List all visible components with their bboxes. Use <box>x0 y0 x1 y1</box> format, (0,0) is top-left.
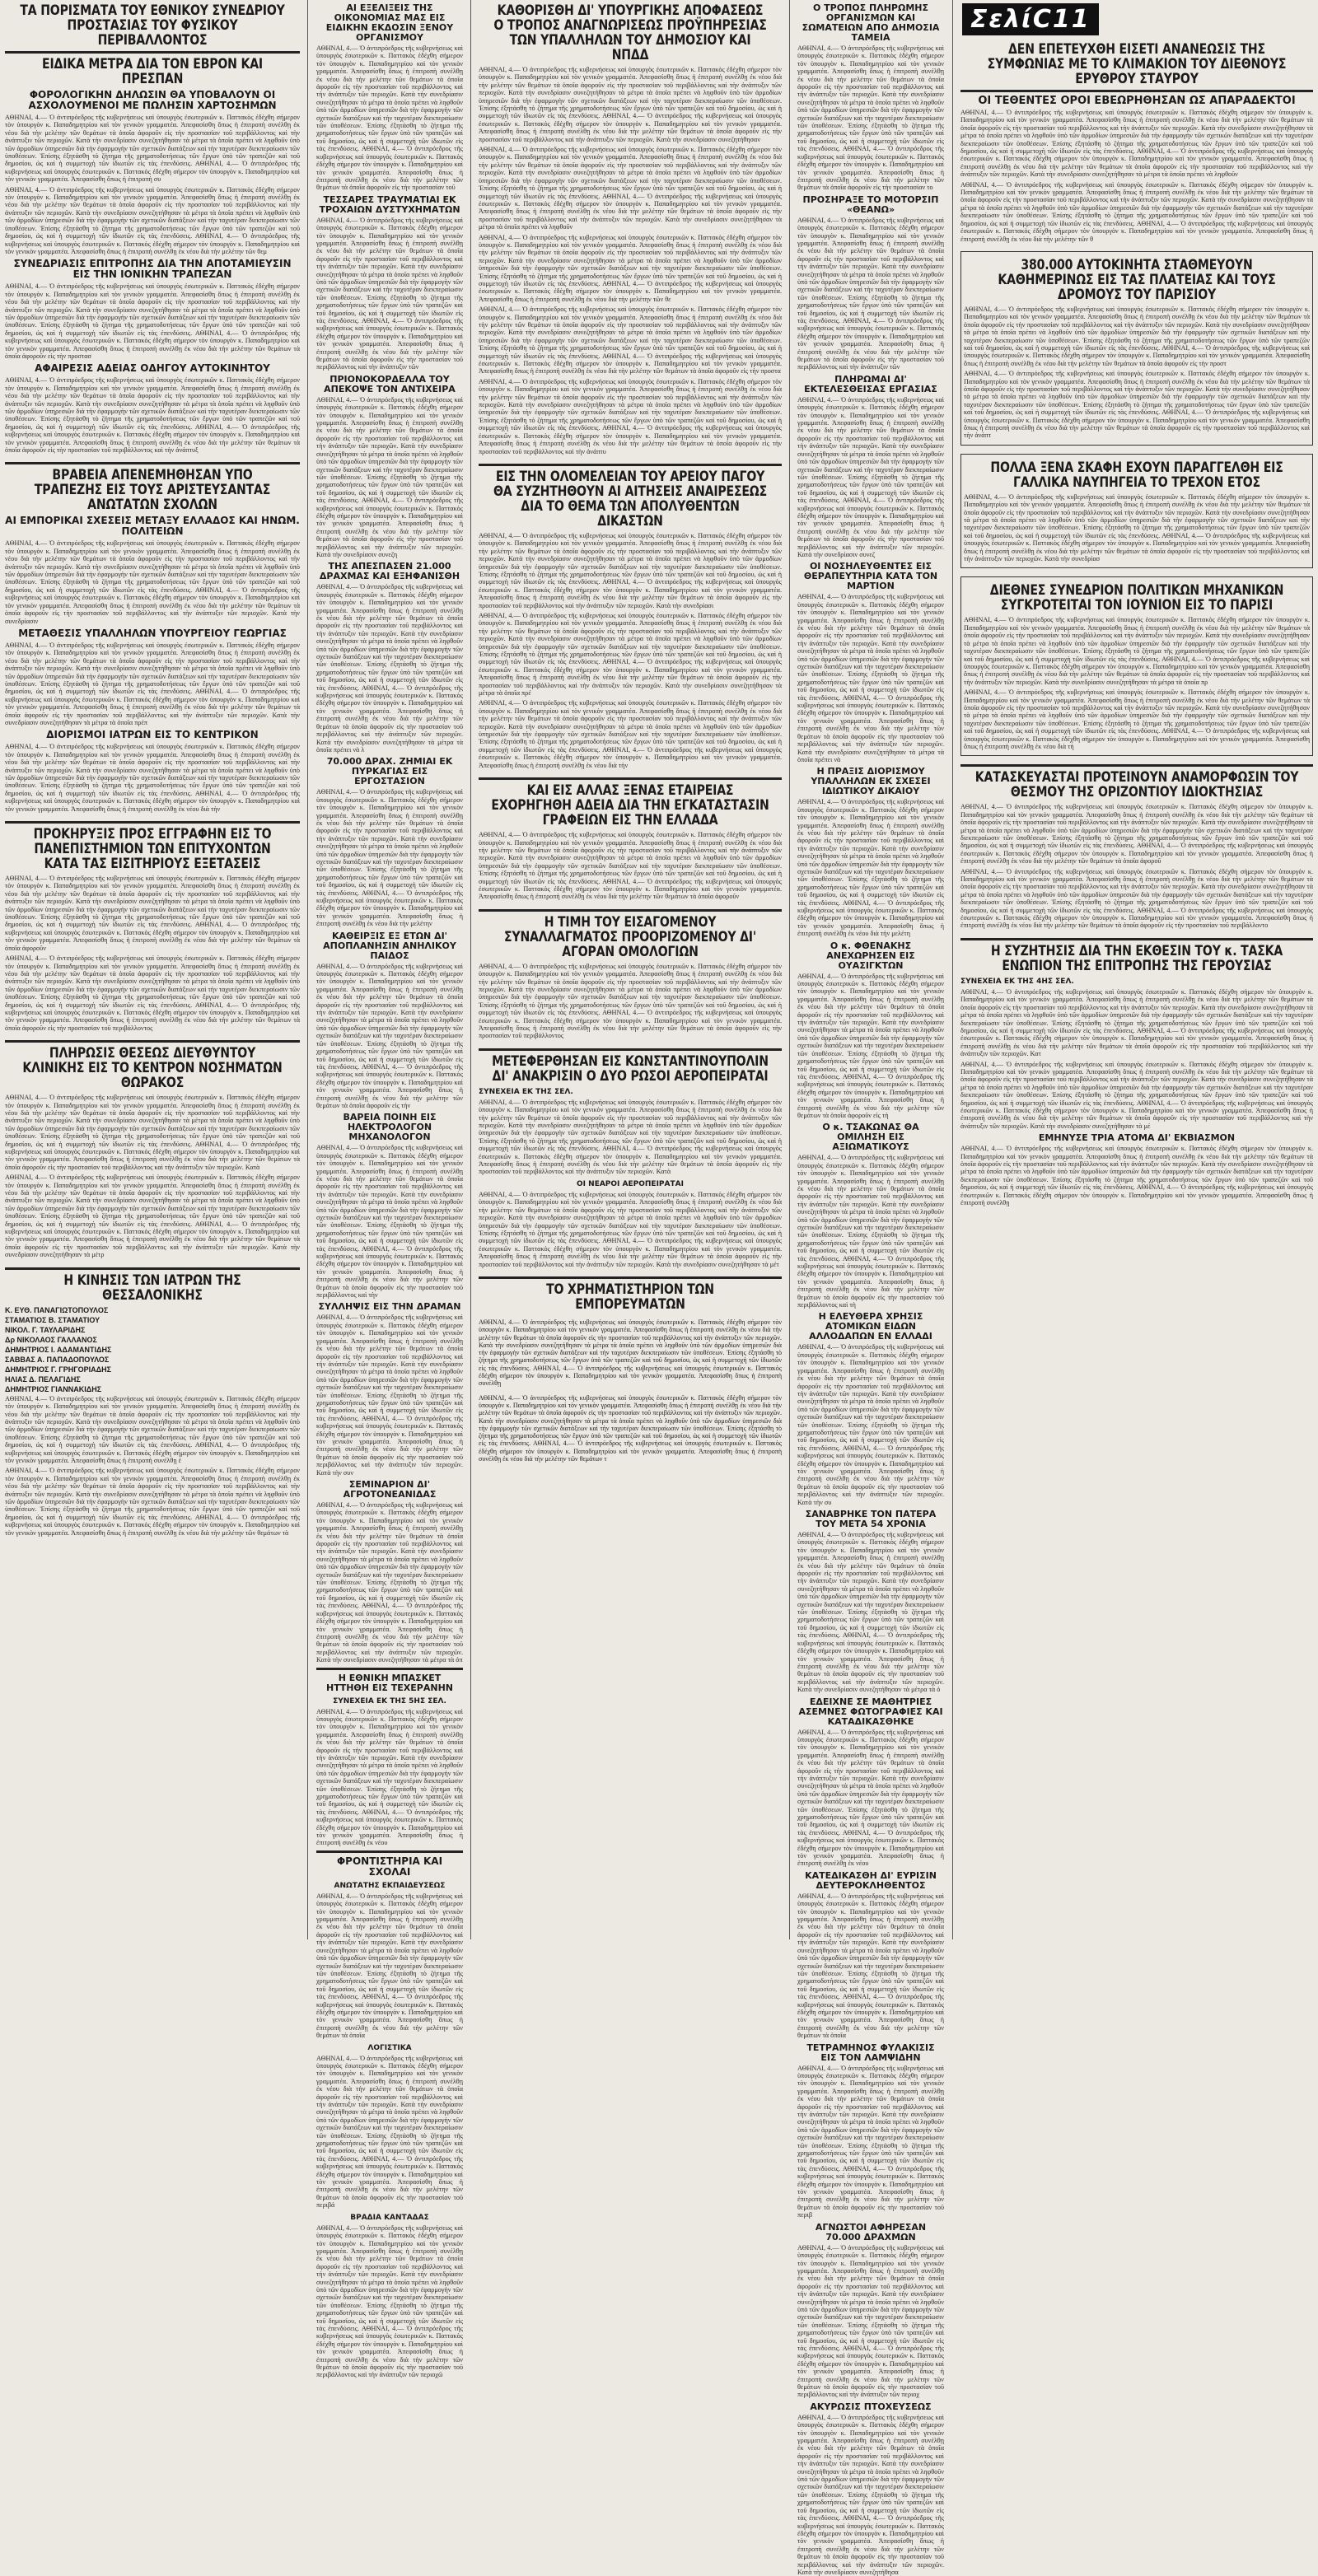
continuation-label: ΣΥΝΕΧΕΙΑ ΕΚ ΤΗΣ 4ΗΣ ΣΕΛ. <box>960 977 1074 986</box>
headline: ΕΙΔΙΚΑ ΜΕΤΡΑ ΔΙΑ ΤΟΝ ΕΒΡΟΝ ΚΑΙ ΠΡΕΣΠΑΝ <box>42 56 263 87</box>
divider <box>479 777 782 780</box>
headline: 380.000 ΑΥΤΟΚΙΝΗΤΑ ΣΤΑΘΜΕΥΟΥΝ ΚΑΘΗΜΕΡΙΝΩΣ ΕΙΣ ΤΑΣ ΠΛΑΤΕΙΑΣ ΚΑΙ ΤΟΥΣ ΔΡΟΜΟΥΣ ΤΟΥ ΠΑΡΙΣΙΟΥ <box>998 256 1276 303</box>
headline: ΕΔΕΙΧΝΕ ΣΕ ΜΑΘΗΤΡΙΕΣ ΑΣΕΜΝΕΣ ΦΩΤΟΓΡΑΦΙΕΣ ΚΑΙ ΚΑΤΑΔΙΚΑΣΘΗΚΕ <box>798 1696 943 1727</box>
headline: ΚΑΤΑΣΚΕΥΑΣΤΑΙ ΠΡΟΤΕΙΝΟΥΝ ΑΝΑΜΟΡΦΩΣΙΝ ΤΟΥ ΘΕΣΜΟΥ ΤΗΣ ΟΡΙΖΟΝΤΙΟΥ ΙΔΙΟΚΤΗΣΙΑΣ <box>974 769 1299 801</box>
divider <box>479 1048 782 1051</box>
doctor-entry <box>5 1375 300 1384</box>
article-text: ΑΘΗΝΑΙ, 4.— Ὁ ἀντιπρόεδρος τῆς κυβερνήσεως καὶ ὑπουργὸς ἐσωτερικῶν κ. Παττακὸς ἐδέχθη σήμερον τὸν ὑπουργὸν κ. Παπαδημητρίου καὶ τὸν γενικὸν γραμματέα. Ἀπεφασίσθη ὅπως ἡ ἐπιτροπὴ συνέλθῃ ἐκ νέου διὰ τὴν μελέτην τῶν θεμάτων τὰ ὁποῖα ἀφοροῦν εἰς τὴν προστασίαν τοῦ περιβάλλοντος καὶ τὴν ἀνάπτυξιν τῶν περιοχῶν. Κατὰ τὴν συνεδρίασιν συνεζητήθησαν τὰ μέτρα τὰ ὁποῖα πρέπει νὰ ληφθοῦν ὑπὸ τῶν ἁρμοδίων ὑπηρεσιῶν διὰ τὴν ἐφαρμογὴν τῶν σχετικῶν διατάξεων καὶ τὴν ταχυτέραν διεκπεραίωσιν τῶν ὑποθέσεων. Ἐπίσης ἐξητάσθη τὸ ζήτημα τῆς χρηματοδοτήσεως τῶν ἔργων ὑπὸ τῶν τραπεζῶν καὶ τοῦ δημοσίου, ὡς καὶ ἡ συμμετοχὴ τῶν ἰδιωτῶν εἰς τὰς ἐπενδύσεις. ΑΘΗΝΑΙ, 4.— Ὁ ἀντιπρόεδρος τῆς κυβερνήσεως καὶ ὑπουργὸς ἐσωτερικῶν κ. Παττακὸς ἐδέχθη σήμερον τὸν ὑπουργὸν κ. Παπαδημητρίου καὶ τὸν γενικὸν γραμματέα. Ἀπεφασίσθη ὅπως ἡ ἐπιτροπὴ συνέλθῃ <box>479 1318 782 1388</box>
headline: ΟΙ ΝΟΣΗΛΕΥΘΕΝΤΕΣ ΕΙΣ ΘΕΡΑΠΕΥΤΗΡΙΑ ΚΑΤΑ ΤΟΝ ΜΑΡΤΙΟΝ <box>803 561 938 592</box>
doctor-entry <box>5 1385 300 1393</box>
article-text: ΑΘΗΝΑΙ, 4.— Ὁ ἀντιπρόεδρος τῆς κυβερνήσεως καὶ ὑπουργὸς ἐσωτερικῶν κ. Παττακὸς ἐδέχθη σήμερον τὸν ὑπουργὸν κ. Παπαδημητρίου καὶ τὸν γενικὸν γραμματέα. Ἀπεφασίσθη ὅπως ἡ ἐπιτροπὴ συνέλθῃ ἐκ νέου διὰ τὴν μελέτην τῶν θεμάτων τὰ ὁποῖα ἀφοροῦν εἰς τὴν προστασίαν τοῦ περιβάλλοντος καὶ τὴν ἀνάπτυξιν τῶν περιοχῶν. Κατὰ τὴν συνεδρίασιν συνεζητήθησαν τὰ μέτρα τὰ ὁποῖα πρέπει νὰ ληφθοῦν ὑπὸ τῶν ἁρμοδίων ὑπηρεσιῶν διὰ τὴν ἐφαρμογὴν τῶν σχετικῶν διατάξεων καὶ τὴν ταχυτέραν διεκπεραίωσιν τῶν ὑποθέσεων. Ἐπίσης ἐξητάσθη τὸ ζήτημα τῆς χρηματοδοτήσεως τῶν ἔργων ὑπὸ τῶν τραπεζῶν καὶ τοῦ δημοσίου, ὡς καὶ ἡ συμμετοχὴ τῶν ἰδιωτῶν εἰς τὰς ἐπενδύσεις. ΑΘΗΝΑΙ, 4.— Ὁ ἀντιπρόεδρος τῆς κυβερνήσεως καὶ ὑπουργὸς ἐσωτερικῶν κ. Παττακὸς ἐδέχθη σήμερον τὸν ὑπουργὸν κ. Παπαδημητρίου καὶ τὸν γενικὸν γραμματέα. Ἀπεφασίσθη ὅπως ἡ ἐπιτροπὴ συνέλθῃ ἐκ νέου διὰ τὴν μελέτην τῶν θεμάτων τὰ ὁποῖα ἀφοροῦν εἰς τὴν προστασ <box>5 282 300 360</box>
headline: Η ΕΘΝΙΚΗ ΜΠΑΣΚΕΤ ΗΤΤΗΘΗ ΕΙΣ ΤΕΧΕΡΑΝΗΝ <box>326 1672 453 1693</box>
article-text: ΑΘΗΝΑΙ, 4.— Ὁ ἀντιπρόεδρος τῆς κυβερνήσεως καὶ ὑπουργὸς ἐσωτερικῶν κ. Παττακὸς ἐδέχθη σήμερον τὸν ὑπουργὸν κ. Παπαδημητρίου καὶ τὸν γενικὸν γραμματέα. Ἀπεφασίσθη ὅπως ἡ ἐπιτροπὴ συνέλθῃ ἐκ νέου διὰ τὴν μελέτην τῶν θεμάτων τὰ ὁποῖα ἀφοροῦν εἰς τὴν προστασίαν τοῦ περιβάλλοντος καὶ τὴν ἀνάπτυξιν τῶν περιοχῶν. Κατὰ τὴν συνεδρίασιν συνεζητήθησαν τὰ μέτρα τὰ ὁποῖα πρέπει νὰ ληφθοῦν ὑπὸ τῶν ἁρμοδίων ὑπηρεσιῶν διὰ τὴν ἐφαρμογὴν τῶν σχετικῶν διατάξεων καὶ τὴν ταχυτέραν διεκπεραίωσιν τῶν ὑποθέσεων. Ἐπίσης ἐξητάσθη τὸ ζήτημα τῆς χρηματοδοτήσεως τῶν ἔργων ὑπὸ τῶν τραπεζῶν καὶ τοῦ δημοσίου, ὡς καὶ ἡ συμμετοχὴ τῶν ἰδιωτῶν εἰς τὰς ἐπενδύσεις. ΑΘΗΝΑΙ, 4.— Ὁ ἀντιπρόεδρος τῆς κυβερνήσεως καὶ ὑπουργὸς ἐσωτερικῶν κ. Παττακὸς ἐδέχθη σήμερον τὸν ὑπουργὸν κ. Παπαδημητρίου καὶ τὸν γενικὸν γραμματέα. Ἀπεφασίσθη ὅπως ἡ ἐπιτροπὴ συνέλθῃ ἐκ νέου διὰ τὴν μελέτην τῶν θεμάτων τὰ ὁποῖα ἀφοροῦν εἰς τὴν προστασίαν τοῦ περιβάλλοντος καὶ τὴ <box>797 1154 944 1309</box>
headline: ΔΙΕΘΝΕΣ ΣΥΝΕΔΡΙΟΝ ΠΟΛΙΤΙΚΩΝ ΜΗΧΑΝΙΚΩΝ ΣΥΓΚΡΟΤΕΙΤΑΙ ΤΟΝ ΙΟΥΝΙΟΝ ΕΙΣ ΤΟ ΠΑΡΙΣΙ <box>989 582 1284 614</box>
column-rule <box>307 0 308 1939</box>
article-text: ΑΘΗΝΑΙ, 4.— Ὁ ἀντιπρόεδρος τῆς κυβερνήσεως καὶ ὑπουργὸς ἐσωτερικῶν κ. Παττακὸς ἐδέχθη σήμερον τὸν ὑπουργὸν κ. Παπαδημητρίου καὶ τὸν γενικὸν γραμματέα. Ἀπεφασίσθη ὅπως ἡ ἐπιτροπὴ συνέλθῃ ἐκ νέου διὰ τὴν μελέτην τῶν θεμάτων τὰ ὁποῖα ἀφοροῦν εἰς τὴν προστασίαν τοῦ περιβάλλοντος καὶ τὴν ἀνάπτυξιν τῶν περιοχῶν. Κατὰ τὴν συνεδρίασιν συνεζητήθησαν τὰ μέτρα τὰ ὁποῖα πρέπει νὰ ληφθοῦν ὑπὸ τῶν ἁρμοδίων ὑπηρεσιῶν διὰ τὴν ἐφαρμογὴν τῶν σχετικῶν διατάξεων καὶ τὴν ταχυτέραν διεκπεραίωσιν τῶν ὑποθέσεων. Ἐπίσης ἐξητάσθη τὸ ζήτημα τῆς χρηματοδοτήσεως τῶν ἔργων ὑπὸ τῶν τραπεζῶν καὶ τοῦ δημοσίου, ὡς καὶ ἡ συμμετοχὴ τῶν ἰδιωτῶν εἰς τὰς ἐπενδύσεις. ΑΘΗΝΑΙ, 4.— Ὁ ἀντιπρόεδρος τῆς κυβερνήσεως καὶ ὑπουργὸς ἐσωτερικῶν κ. Παττακὸς ἐδέχθη σήμερον τὸν ὑπουργὸν κ. Παπαδημητρίου καὶ τὸν γενικὸν γραμματέα. Ἀπεφασίσθη ὅπως ἡ ἐπιτροπὴ συνέλθῃ ἐκ νέου διὰ τὴν μελέτην τῶν θεμάτων τὰ ὁποῖα ἀφοροῦν <box>479 831 782 901</box>
headline: ΠΛΗΡΩΜΑΙ ΔΙ' ΕΚΤΕΛΕΣΘΕΙΣΑΣ ΕΡΓΑΣΙΑΣ <box>804 373 937 394</box>
headline: ΕΙΣ ΤΗΝ ΟΛΟΜΕΛΕΙΑΝ ΤΟΥ ΑΡΕΙΟΥ ΠΑΓΟΥ ΘΑ ΣΥΖΗΤΗΘΟΥΝ ΑΙ ΑΙΤΗΣΕΙΣ ΑΝΑΙΡΕΣΕΩΣ ΔΙΑ ΤΟ ΘΕΜΑ ΤΩΝ ΑΠΟΛΥΘΕΝΤΩΝ ΔΙΚΑΣΤΩΝ <box>493 468 768 530</box>
article-text: ΑΘΗΝΑΙ, 4.— Ὁ ἀντιπρόεδρος τῆς κυβερνήσεως καὶ ὑπουργὸς ἐσωτερικῶν κ. Παττακὸς ἐδέχθη σήμερον τὸν ὑπουργὸν κ. Παπαδημητρίου καὶ τὸν γενικὸν γραμματέα. Ἀπεφασίσθη ὅπως ἡ ἐπιτροπὴ συνέλθῃ ἐκ νέου διὰ τὴν μελέτην τῶν θεμάτων τὰ ὁποῖα ἀφοροῦν εἰς τὴν προστασίαν τοῦ περιβάλλοντος καὶ τὴν ἀνάπτυξιν τῶν περιοχῶν. Κατὰ τὴν συνεδρίασιν συνεζητήθησαν τὰ μέτρα τὰ ὁποῖα πρέπει νὰ ληφθοῦν ὑπὸ τῶν ἁρμοδίων ὑπηρεσιῶν διὰ τὴν ἐφαρμογὴν τῶν σχετικῶν διατάξεων καὶ τὴν ταχυτέραν διεκπεραίωσιν τῶν ὑποθέσεων. Ἐπίσης ἐξητάσθη τὸ ζήτημα τῆς χρηματοδοτήσεως τῶν ἔργων ὑπὸ τῶν τραπεζῶν καὶ τοῦ δημοσίου, ὡς καὶ ἡ συμμετοχὴ τῶν ἰδιωτῶν εἰς τὰς ἐπενδύσεις. ΑΘΗΝΑΙ, 4.— Ὁ ἀντιπρόεδρος τῆς κυβερνήσεως καὶ ὑπουργὸς ἐσωτερικῶν κ. Παττακὸς ἐδέχθη σήμερον τὸν ὑπουργὸν κ. Παπαδημητρίου καὶ τὸν γενικὸν γραμματέα. Ἀπεφασίσθη ὅπως ἡ ἐπιτροπὴ συνέλθῃ ἐκ νέου διὰ τὴ <box>964 688 1310 750</box>
headline: ΠΡΙΟΝΟΚΟΡΔΕΛΛΑ ΤΟΥ ΑΠΕΚΟΨΕ ΤΟΝ ΑΝΤΙΧΕΙΡΑ <box>324 373 456 394</box>
subheadline: ΑΙ ΕΜΠΟΡΙΚΑΙ ΣΧΕΣΕΙΣ ΜΕΤΑΞΥ ΕΛΛΑΔΟΣ ΚΑΙ ΗΝΩΜ. ΠΟΛΙΤΕΙΩΝ <box>5 515 300 538</box>
article-text: ΑΘΗΝΑΙ, 4.— Ὁ ἀντιπρόεδρος τῆς κυβερνήσεως καὶ ὑπουργὸς ἐσωτερικῶν κ. Παττακὸς ἐδέχθη σήμερον τὸν ὑπουργὸν κ. Παπαδημητρίου καὶ τὸν γενικὸν γραμματέα. Ἀπεφασίσθη ὅπως ἡ ἐπιτροπὴ συνέλθῃ ἐκ νέου διὰ τὴν μελέτην τῶν θεμάτων τὰ ὁποῖα ἀφοροῦν εἰς τὴν προστασίαν τοῦ περιβάλλοντος καὶ τὴν ἀνάπτυξιν τῶν περιοχῶν. Κατὰ τὴν συνεδρίασιν συνεζητήθησαν τὰ μέτρα τὰ ὁποῖα πρέπει νὰ ληφθοῦν ὑπὸ τῶν ἁρμοδίων ὑπηρεσιῶν διὰ τὴν ἐφαρμογὴν τῶν σχετικῶν διατάξεων καὶ τὴν ταχυτέραν διεκπεραίωσιν τῶν ὑποθέσεων. Ἐπίσης ἐξητάσθη τὸ ζήτημα τῆς χρηματοδοτήσεως τῶν ἔργων ὑπὸ τῶν τραπεζῶν καὶ τοῦ δημοσίου, ὡς καὶ ἡ συμμετοχὴ τῶν ἰδιωτῶν εἰς τὰς ἐπενδύσεις. ΑΘΗΝΑΙ, 4.— Ὁ ἀντιπρόεδρος τῆς κυβερνήσεως καὶ ὑπουργὸς ἐσωτερικῶν κ. Παττακὸς ἐδέχθη σήμερον τὸν ὑπουργὸν κ. Παπαδημητρίου καὶ τὸν γενικὸν γραμματέα. Ἀπεφασίσθη ὅπως ἡ ἐπιτροπὴ συνέλθῃ ἐκ νέου διὰ τὴν μελέτην τῶν θεμάτων τὰ ὁποῖα ἀφοροῦν εἰς τὴν προστασίαν τοῦ περιβάλλοντος καὶ τὴν ἀνάπτ <box>964 370 1310 440</box>
continuation-label: ΣΥΝΕΧΕΙΑ ΕΚ ΤΗΣ 5ΗΣ ΣΕΛ. <box>333 1696 446 1706</box>
article-text: ΑΘΗΝΑΙ, 4.— Ὁ ἀντιπρόεδρος τῆς κυβερνήσεως καὶ ὑπουργὸς ἐσωτερικῶν κ. Παττακὸς ἐδέχθη σήμερον τὸν ὑπουργὸν κ. Παπαδημητρίου καὶ τὸν γενικὸν γραμματέα. Ἀπεφασίσθη ὅπως ἡ ἐπιτροπὴ συνέλθῃ ἐκ νέου διὰ τὴν μελέτην τῶν θεμάτων τὰ ὁποῖα ἀφοροῦν εἰς τὴν προστασίαν τοῦ περιβάλλοντος καὶ τὴν ἀνάπτυξιν τῶν περιοχῶν. Κατὰ τὴν συνεδρίασιν συνεζητήθησαν τὰ μέτρα τὰ ὁποῖα πρέπει νὰ ληφθοῦν ὑπὸ τῶν ἁρμοδίων ὑπηρεσιῶν διὰ τὴν ἐφαρμογὴν τῶν σχετικῶν διατάξεων καὶ τὴν ταχυτέραν διεκπεραίωσιν τῶν ὑποθέσεων. Ἐπίσης ἐξητάσθη τὸ ζήτημα τῆς χρηματοδοτήσεως τῶν ἔργων ὑπὸ τῶν τραπεζῶν καὶ τοῦ δημοσίου, ὡς καὶ ἡ συμμετοχὴ τῶν ἰδιωτῶν εἰς τὰς ἐπενδύσεις. ΑΘΗΝΑΙ, 4.— Ὁ ἀντιπρόεδρος τῆς κυβερνήσεως καὶ ὑπουργὸς ἐσωτερικῶν κ. Παττακὸς ἐδέχθη σήμερον τὸν ὑπουργὸν κ. Παπαδημητρίου καὶ τὸν γενικὸν γραμματέα. Ἀπεφασίσθη ὅπως ἡ ἐπιτροπὴ συνέλθῃ ἐκ νέου διὰ τὴν μελέτην <box>316 788 463 928</box>
article-text: ΑΘΗΝΑΙ, 4.— Ὁ ἀντιπρόεδρος τῆς κυβερνήσεως καὶ ὑπουργὸς ἐσωτερικῶν κ. Παττακὸς ἐδέχθη σήμερον τὸν ὑπουργὸν κ. Παπαδημητρίου καὶ τὸν γενικὸν γραμματέα. Ἀπεφασίσθη ὅπως ἡ ἐπιτροπὴ συνέλθῃ ἐκ νέου διὰ τὴν μελέτην τῶν θεμάτων τὰ ὁποῖα ἀφοροῦν εἰς τὴν προστασίαν τοῦ περιβάλλοντος καὶ τὴν ἀνάπτυξιν τῶν περιοχῶν. Κατὰ τὴν συνεδρίασιν συνεζητήθησαν τὰ μέτρα τὰ ὁποῖα πρέπει νὰ ληφθοῦν ὑπὸ τῶν ἁρμοδίων ὑπηρεσιῶν διὰ τὴν ἐφαρμογὴν τῶν σχετικῶν διατάξεων καὶ τὴν ταχυτέραν διεκπεραίωσιν τῶν ὑποθέσεων. Ἐπίσης ἐξητάσθη τὸ ζήτημα τῆς χρηματοδοτήσεως τῶν ἔργων ὑπὸ τῶν τραπεζῶν καὶ τοῦ δημοσίου, ὡς καὶ ἡ συμμετοχὴ τῶν ἰδιωτῶν εἰς τὰς ἐπενδύσεις. ΑΘΗΝΑΙ, 4.— Ὁ ἀντιπρόεδρος τῆς κυβερνήσεως καὶ ὑπουργὸς ἐσωτερικῶν κ. Παττακὸς ἐδέχθη σήμερον τὸν ὑπουργὸν κ. Παπαδημητρίου καὶ τὸν γενικὸν γραμματέα. Ἀπεφασίσθη ὅπως ἡ ἐπιτροπὴ συνέλθῃ ἐκ νέου διὰ τὴν μελέτην τῶν θεμάτων τὰ ὁποῖα ἀφοροῦν εἰς τὴν προστασίαν τοῦ περιβάλλοντο <box>960 867 1313 930</box>
headline: ΑΓΝΩΣΤΟΙ ΑΦΗΡΕΣΑΝ 70.000 ΔΡΑΧΜΩΝ <box>815 2221 927 2242</box>
article-text: ΑΘΗΝΑΙ, 4.— Ὁ ἀντιπρόεδρος τῆς κυβερνήσεως καὶ ὑπουργὸς ἐσωτερικῶν κ. Παττακὸς ἐδέχθη σήμερον τὸν ὑπουργὸν κ. Παπαδημητρίου καὶ τὸν γενικὸν γραμματέα. Ἀπεφασίσθη ὅπως ἡ ἐπιτροπὴ συνέλθῃ ἐκ νέου διὰ τὴν μελέτην τῶν θεμάτων τὰ ὁποῖα ἀφοροῦν εἰς τὴν προστασίαν τοῦ περιβάλλοντος καὶ τὴν ἀνάπτυξιν τῶν περιοχῶν. Κατὰ τὴν συνεδρίασιν συνεζητήθησαν τὰ μέτρα τὰ ὁποῖα πρέπει νὰ ληφθοῦν ὑπὸ τῶν ἁρμοδίων ὑπηρεσιῶν διὰ τὴν ἐφαρμογὴν τῶν σχετικῶν διατάξεων καὶ τὴν ταχυτέραν διεκπεραίωσιν τῶν ὑποθέσεων. Ἐπίσης ἐξητάσθη τὸ ζήτημα τῆς χρηματοδοτήσεως τῶν ἔργων ὑπὸ τῶν τραπεζῶν καὶ τοῦ δημοσίου, ὡς καὶ ἡ συμμετοχὴ τῶν ἰδιωτῶν εἰς τὰς ἐπενδύσεις. ΑΘΗΝΑΙ, 4.— Ὁ ἀντιπρόεδρος τῆς κυβερνήσεως καὶ ὑπουργὸς ἐσωτερικῶν κ. Παττακὸς ἐδέχθη σήμερον τὸν ὑπουργὸν κ. Παπαδημητρίου καὶ τὸν γενικὸν γραμματέα. Ἀπεφασίσθη ὅπως ἡ ἐπιτροπὴ συνέλθῃ ἐκ νέου διὰ τὴν μελέτην τῶν θεμάτων τὰ ὁποῖα ἀφοροῦν εἰς τὴν προστασίαν τοῦ περιβάλλοντος καὶ τὴν ἀνάπτυξιν τῶν περιοχῶν. Κατὰ τὴν συνεδρίασιν συνεζητήθησαν τὰ μέτρα τὰ ὁποῖα πρέπει νὰ <box>797 593 944 763</box>
article-text: ΑΘΗΝΑΙ, 4.— Ὁ ἀντιπρόεδρος τῆς κυβερνήσεως καὶ ὑπουργὸς ἐσωτερικῶν κ. Παττακὸς ἐδέχθη σήμερον τὸν ὑπουργὸν κ. Παπαδημητρίου καὶ τὸν γενικὸν γραμματέα. Ἀπεφασίσθη ὅπως ἡ ἐπιτροπὴ συνέλθῃ ἐκ νέου διὰ τὴν μελέτην τῶν θεμάτων τὰ ὁποῖα ἀφοροῦν εἰς τὴν προστασίαν τοῦ περιβάλλοντος καὶ τὴν ἀνάπτυξιν τῶν περιοχῶν. Κατὰ τὴν συνεδρίασιν συνεζητήθησαν τὰ μέτρα τὰ ὁποῖα πρέπει νὰ ληφθοῦν ὑπὸ τῶν ἁρμοδίων ὑπηρεσιῶν διὰ τὴν ἐφαρμογὴν τῶν σχετικῶν διατάξεων καὶ τὴν ταχυτέραν διεκπεραίωσιν τῶν ὑποθέσεων. Ἐπίσης ἐξητάσθη τὸ ζήτημα τῆς χρηματοδοτήσεως τῶν ἔργων ὑπὸ τῶν τραπεζῶν καὶ τοῦ δημοσίου, ὡς καὶ ἡ συμμετοχὴ τῶν ἰδιωτῶν εἰς τὰς ἐπενδύσεις. ΑΘΗΝΑΙ, 4.— Ὁ ἀντιπρόεδρος τῆς κυβερνήσεως καὶ ὑπουργὸς ἐσωτερικῶν κ. Παττακὸς ἐδέχθη σήμερον τὸν ὑπουργὸν κ. Παπαδημητρίου καὶ τὸν γενικὸν γραμματέα. Ἀπεφασίσθη ὅπως ἡ ἐπιτροπὴ συνέλθῃ ἐκ νέου διὰ τὴν μελέτην τῶν θεμάτων τὰ ὁποῖα ἀφοροῦν εἰς τὴν προστασίαν τοῦ περιβάλλοντος καὶ τὴν ἀνάπτυξιν τῶν περιοχῶν. Κατὰ τὴν συνεδρίασιν συνεζητήθησα <box>797 2413 944 2576</box>
article <box>479 909 782 1040</box>
article-text: ΑΘΗΝΑΙ, 4.— Ὁ ἀντιπρόεδρος τῆς κυβερνήσεως καὶ ὑπουργὸς ἐσωτερικῶν κ. Παττακὸς ἐδέχθη σήμερον τὸν ὑπουργὸν κ. Παπαδημητρίου καὶ τὸν γενικὸν γραμματέα. Ἀπεφασίσθη ὅπως ἡ ἐπιτροπὴ συνέλθῃ ἐκ νέου διὰ τὴν μελέτην τῶν θεμάτων τὰ ὁποῖα ἀφοροῦν εἰς τὴν προστασίαν τοῦ περιβάλλοντος καὶ τὴν ἀνάπτυξιν τῶν περιοχῶν. Κατὰ τὴν συνεδρίασιν συνεζητήθησαν τὰ μέτρα τὰ ὁποῖα πρέπει νὰ ληφθοῦν ὑπὸ τῶν ἁρμοδίων ὑπηρεσιῶν διὰ τὴν ἐφαρμογὴν τῶν σχετικῶν διατάξεων καὶ τὴν ταχυτέραν διεκπεραίωσιν τῶν ὑποθέσεων. Ἐπίσης ἐξητάσθη τὸ ζήτημα τῆς χρηματοδοτήσεως τῶν ἔργων ὑπὸ τῶν τραπεζῶν καὶ τοῦ δημοσίου, ὡς καὶ ἡ συμμετοχὴ τῶν ἰδιωτῶν εἰς τὰς ἐπενδύσεις. ΑΘΗΝΑΙ, 4.— Ὁ ἀντιπρόεδρος τῆς κυβερνήσεως καὶ ὑπουργὸς ἐσωτερικῶν κ. Παττακὸς ἐδέχθη σήμερον τὸν ὑπουργὸν κ. Παπαδημητρίου καὶ τὸν γενικὸν γραμματέα. Ἀπεφασίσθη ὅπως ἡ ἐπιτροπὴ συνέλθῃ ἐκ νέου διὰ τὴν μελέτην τῶν θεμάτων τὰ ὁποῖα ἀφοροῦν εἰς τὴν <box>316 962 463 1109</box>
doctor-name: ΔΗΜΗΤΡΙΟΣ ΓΙΑΝΝΑΚΙΔΗΣ <box>5 1384 102 1393</box>
school-name: ΑΝΩΤΑΤΗΣ ΕΚΠΑΙΔΕΥΣΕΩΣ <box>334 1881 446 1890</box>
headline: Ο ΤΡΟΠΟΣ ΠΛΗΡΩΜΗΣ ΟΡΓΑΝΙΣΜΩΝ ΚΑΙ ΣΩΜΑΤΕΙΩΝ ΑΠΟ ΔΗΜΟΣΙΑ ΤΑΜΕΙΑ <box>802 2 940 43</box>
article-text: ΑΘΗΝΑΙ, 4.— Ὁ ἀντιπρόεδρος τῆς κυβερνήσεως καὶ ὑπουργὸς ἐσωτερικῶν κ. Παττακὸς ἐδέχθη σήμερον τὸν ὑπουργὸν κ. Παπαδημητρίου καὶ τὸν γενικὸν γραμματέα. Ἀπεφασίσθη ὅπως ἡ ἐπιτροπὴ συνέλθῃ ἐκ νέου διὰ τὴν μελέτην τῶν θεμάτων τὰ ὁποῖα ἀφοροῦν εἰς τὴν προστασίαν τοῦ περιβάλλοντος καὶ τὴν ἀνάπτυξιν τῶν περιοχῶν. Κατὰ τὴν συνεδρίασιν συνεζητήθησαν τὰ μέτρα τὰ ὁποῖα πρέπει νὰ ληφθοῦν ὑπὸ τῶν ἁρμοδίων ὑπηρεσιῶν διὰ τὴν ἐφαρμογὴν τῶν σχετικῶν διατάξεων καὶ τὴν ταχυτέραν διεκπεραίωσιν τῶν ὑποθέσεων. Ἐπίσης ἐξητάσθη τὸ ζήτημα τῆς χρηματοδοτήσεως τῶν ἔργων ὑπὸ τῶν τραπεζῶν καὶ τοῦ δημοσίου, ὡς καὶ ἡ συμμετοχὴ τῶν ἰδιωτῶν εἰς τὰς ἐπενδύσεις. ΑΘΗΝΑΙ, 4.— Ὁ ἀντιπρόεδρος τῆς κυβερνήσεως καὶ ὑπουργὸς ἐσωτερικῶν κ. Παττακὸς ἐδέχθη σήμερον τὸν ὑπουργὸν κ. Παπαδημητρίου καὶ τὸν γενικὸν γραμματέα. Ἀπεφασίσθη ὅπως ἡ ἐπιτροπὴ συνέλθῃ ἐκ νέου διὰ τὴν μελέτην τῶν θεμάτων τὰ ὁποῖα ἀφοροῦν εἰς τὴν προστασίαν τοῦ περιβάλλοντος καὶ τὴν ἀνάπτυξιν τῶν περιοχῶν. Κατὰ τὴν συνεδρίασιν συνεζη <box>316 395 463 558</box>
headline: ΤΕΣΣΑΡΕΣ ΤΡΑΥΜΑΤΙΑΙ ΕΚ ΤΡΟΧΑΙΩΝ ΔΥΣΤΥΧΗΜΑΤΩΝ <box>319 194 460 215</box>
article-text: ΑΘΗΝΑΙ, 4.— Ὁ ἀντιπρόεδρος τῆς κυβερνήσεως καὶ ὑπουργὸς ἐσωτερικῶν κ. Παττακὸς ἐδέχθη σήμερον τὸν ὑπουργὸν κ. Παπαδημητρίου καὶ τὸν γενικὸν γραμματέα. Ἀπεφασίσθη ὅπως ἡ ἐπιτροπὴ συνέλθῃ ἐκ νέου διὰ τὴν μελέτην τῶν θεμάτων τὰ ὁποῖα ἀφοροῦν εἰς τὴν προστασίαν τοῦ περιβάλλοντος καὶ τὴν ἀνάπτυξιν τῶν περιοχῶν. Κατὰ τὴν συνεδρίασιν συνεζητήθησαν τὰ μέτρα τὰ ὁποῖα πρέπει νὰ ληφθοῦν ὑπὸ τῶν ἁρμοδίων ὑπηρεσιῶν διὰ τὴν ἐφαρμογὴν τῶν σχετικῶν διατάξεων καὶ τὴν ταχυτέραν διεκπεραίωσιν τῶν ὑποθέσεων. Ἐπίσης ἐξητάσθη τὸ ζήτημα τῆς χρηματοδοτήσεως τῶν ἔργων ὑπὸ τῶν τραπεζῶν καὶ τοῦ δημοσίου, ὡς καὶ ἡ συμμετοχὴ τῶν ἰδιωτῶν εἰς τὰς ἐπενδύσεις. ΑΘΗΝΑΙ, 4.— Ὁ ἀντιπρόεδρος τῆς κυβερνήσεως καὶ ὑπουργὸς ἐσωτερικῶν κ. Παττακὸς ἐδέχθη σήμερον τὸν ὑπουργὸν κ. Παπαδημητρίου καὶ τὸν γενικὸν γραμματέα. Ἀπεφασίσθη ὅπως ἡ ἐπιτροπὴ συνέλθῃ ἐκ νέου διὰ τὴν μελέτην τῶν θεμάτων τὰ ὁποῖα ἀφοροῦν εἰς τὴν προστασίαν τοῦ περιβάλλοντος καὶ τὴν ἀνάπτυξιν τῶν περιοχῶν. Κατὰ τὴν συνεδρίασιν <box>5 539 300 625</box>
section-logo: ΣελίC11 <box>962 3 1099 35</box>
headline: ΤΟ ΧΡΗΜΑΤΙΣΤΗΡΙΟΝ ΤΩΝ ΕΜΠΟΡΕΥΜΑΤΩΝ <box>546 1281 714 1313</box>
headline: Ο κ. ΤΣΑΚΩΝΑΣ ΘΑ ΟΜΙΛΗΣΗ ΕΙΣ ΑΞΙΩΜΑΤΙΚΟΥΣ <box>822 1122 919 1153</box>
headline: Η ΚΙΝΗΣΙΣ ΤΩΝ ΙΑΤΡΩΝ ΤΗΣ ΘΕΣΣΑΛΟΝΙΚΗΣ <box>63 1272 241 1304</box>
headline: ΑΙ ΕΞΕΛΙΞΕΙΣ ΤΗΣ ΟΙΚΟΝΟΜΙΑΣ ΜΑΣ ΕΙΣ ΕΙΔΙΚΗΝ ΕΚΔΟΣΙΝ ΞΕΝΟΥ ΟΡΓΑΝΙΣΜΟΥ <box>325 2 454 43</box>
headline: ΚΑΤΕΔΙΚΑΣΘΗ ΔΙ' ΕΥΡΙΣΙΝ ΔΕΥΤΕΡΟΚΛΗΘΕΝΤΟΣ <box>805 1869 937 1891</box>
article-text: ΑΘΗΝΑΙ, 4.— Ὁ ἀντιπρόεδρος τῆς κυβερνήσεως καὶ ὑπουργὸς ἐσωτερικῶν κ. Παττακὸς ἐδέχθη σήμερον τὸν ὑπουργὸν κ. Παπαδημητρίου καὶ τὸν γενικὸν γραμματέα. Ἀπεφασίσθη ὅπως ἡ ἐπιτροπὴ συνέλθῃ ἐκ νέου διὰ τὴν μελέτην τῶν θεμάτων τὰ ὁποῖα ἀφοροῦν εἰς τὴν προστασίαν τοῦ περιβάλλοντος καὶ τὴν ἀνάπτυξιν τῶν περιοχῶν. Κατὰ τὴν συνεδρίασιν συνεζητήθησαν τὰ μέτρα τὰ ὁποῖα πρέπει νὰ ληφθοῦν ὑπὸ τῶν ἁρμοδίων ὑπηρεσιῶν διὰ τὴν ἐφαρμογὴν τῶν σχετικῶν διατάξεων καὶ τὴν ταχυτέραν διεκπεραίωσιν τῶν ὑποθέσεων. Ἐπίσης ἐξητάσθη τὸ ζήτημα τῆς χρηματοδοτήσεως τῶν ἔργων ὑπὸ τῶν τραπεζῶν καὶ τοῦ δημοσίου, ὡς καὶ ἡ συμμετοχὴ τῶν ἰδιωτῶν εἰς τὰς ἐπενδύσεις. ΑΘΗΝΑΙ, 4.— Ὁ ἀντιπρόεδρος τῆς κυβερνήσεως καὶ ὑπουργὸς ἐσωτερικῶν κ. Παττακὸς ἐδέχθη σήμερον τὸν ὑπουργὸν κ. Παπαδημητρίου καὶ τὸν γενικὸν γραμματέα. Ἀπεφασίσθη ὅπως ἡ ἐπιτροπὴ συνέλθῃ ἐκ νέου διὰ τὴν μελέτην τῶν θεμάτων τὰ ὁποῖα ἀφοροῦν εἰς τὴν προστασίαν τοῦ περιβάλλοντος καὶ τὴν ἀνάπτυξιν τῶν περιοχῶν. Κατὰ τὴν συνεδρίασιν συνεζητήθησαν τὰ μέ <box>960 1060 1313 1130</box>
headline: ΚΑΙ ΕΙΣ ΑΛΛΑΣ ΞΕΝΑΣ ΕΤΑΙΡΕΙΑΣ ΕΧΟΡΗΓΗΘΗ ΑΔΕΙΑ ΔΙΑ ΤΗΝ ΕΓΚΑΤΑΣΤΑΣΙΝ ΓΡΑΦΕΙΩΝ ΕΙΣ ΤΗΝ ΕΛΛΑΔΑ <box>491 782 769 829</box>
article <box>797 3 944 2576</box>
divider <box>5 51 300 54</box>
column-5 <box>956 0 1318 1939</box>
doctor-entry <box>5 1336 300 1344</box>
headline: ΑΚΥΡΩΣΙΣ ΠΤΟΧΕΥΣΕΩΣ <box>810 2401 932 2412</box>
doctor-name: Δρ ΝΙΚΟΛΑΟΣ ΓΑΛΛΑΝΟΣ <box>5 1335 97 1344</box>
headline: 70.000 ΔΡΑΧ. ΖΗΜΙΑΙ ΕΚ ΠΥΡΚΑΓΙΑΣ ΕΙΣ ΕΡΓΟΣΤΑΣΙΟΝ <box>326 756 453 787</box>
divider <box>479 1276 782 1279</box>
headline: ΤΗΣ ΑΠΕΣΠΑΣΕΝ 21.000 ΔΡΑΧΜΑΣ ΚΑΙ ΕΞΗΦΑΝΙΣΘΗ <box>319 561 460 582</box>
article-text: ΑΘΗΝΑΙ, 4.— Ὁ ἀντιπρόεδρος τῆς κυβερνήσεως καὶ ὑπουργὸς ἐσωτερικῶν κ. Παττακὸς ἐδέχθη σήμερον τὸν ὑπουργὸν κ. Παπαδημητρίου καὶ τὸν γενικὸν γραμματέα. Ἀπεφασίσθη ὅπως ἡ ἐπιτροπὴ συνέλθῃ ἐκ νέου διὰ τὴν μελέτην τῶν θεμάτων τὰ ὁποῖα ἀφοροῦν εἰς τὴν προστασίαν τοῦ περιβάλλοντος καὶ τὴν ἀνάπτυξιν τῶν περιοχῶν. Κατὰ τὴν συνεδρίασιν συνεζητήθησαν τὰ μέτρα τὰ ὁποῖα πρέπει νὰ ληφθοῦν ὑπὸ τῶν ἁρμοδίων ὑπηρεσιῶν διὰ τὴν ἐφαρμογὴν τῶν σχετικῶν διατάξεων καὶ τὴν ταχυτέραν διεκπεραίωσιν τῶν ὑποθέσεων. Ἐπίσης ἐξητάσθη τὸ ζήτημα τῆς χρηματοδοτήσεως τῶν ἔργων ὑπὸ τῶν τραπεζῶν καὶ τοῦ δημοσίου, ὡς καὶ ἡ συμμετοχὴ τῶν ἰδιωτῶν εἰς τὰς ἐπενδύσεις. ΑΘΗΝΑΙ, 4.— Ὁ ἀντιπρόεδρος τῆς κυβερνήσεως καὶ ὑπουργὸς ἐσωτερικῶν κ. Παττακὸς ἐδέχθη σήμερον τὸν ὑπουργὸν κ. Παπαδημητρίου καὶ τὸν γενικὸν γραμματέα. Ἀπεφασίσθη ὅπως ἡ ἐπιτροπὴ συνέλθῃ ἐκ νέου διὰ τὴν μελέτην τῶν θεμάτων τὰ ὁποῖα ἀφοροῦν εἰς τὴ <box>797 972 944 1119</box>
article <box>5 3 300 454</box>
article-text: ΑΘΗΝΑΙ, 4.— Ὁ ἀντιπρόεδρος τῆς κυβερνήσεως καὶ ὑπουργὸς ἐσωτερικῶν κ. Παττακὸς ἐδέχθη σήμερον τὸν ὑπουργὸν κ. Παπαδημητρίου καὶ τὸν γενικὸν γραμματέα. Ἀπεφασίσθη ὅπως ἡ ἐπιτροπὴ συνέλθῃ ἐκ νέου διὰ τὴν μελέτην τῶν θεμάτων τὰ ὁποῖα ἀφοροῦν εἰς τὴν προστασίαν τοῦ περιβάλλοντος καὶ τὴν ἀνάπτυξιν τῶν περιοχῶν. Κατὰ τὴν συνεδρίασιν συνεζητήθησαν τὰ μέτρα τὰ ὁποῖα πρέπει νὰ ληφθοῦν ὑπὸ τῶν ἁρμοδίων ὑπηρεσιῶν διὰ τὴν ἐφαρμογὴν τῶν σχετικῶν διατάξεων καὶ τὴν ταχυτέραν διεκπεραίωσιν τῶν ὑποθέσεων. Ἐπίσης ἐξητάσθη τὸ ζήτημα τῆς χρηματοδοτήσεως τῶν ἔργων ὑπὸ τῶν τραπεζῶν καὶ τοῦ δημοσίου, ὡς καὶ ἡ συμμετοχὴ τῶν ἰδιωτῶν εἰς τὰς ἐπενδύσεις. ΑΘΗΝΑΙ, 4.— Ὁ ἀντιπρόεδρος τῆς κυβερνήσεως καὶ ὑπουργὸς ἐσωτερικῶν κ. Παττακὸς ἐδέχθη σήμερον τὸν ὑπουργὸν κ. Παπαδημητρίου καὶ τὸν γενικὸν γραμματέα. Ἀπεφασίσθη ὅπως ἡ ἐπιτροπὴ συνέλθῃ ἐκ νέου διὰ τὴν μελέτην τῶν θεμάτων τὰ ὁποῖα ἀφοροῦν εἰς τὴν προστασίαν τοῦ περιβάλλοντος καὶ τὴν ἀνάπτυξιν τῶν περιοχῶν. Κατὰ τὴν συνεδρίασιν συνεζητήθησαν <box>479 66 782 143</box>
article <box>960 938 1313 1207</box>
headline: Η ΤΙΜΗ ΤΟΥ ΕΙΣΑΓΟΜΕΝΟΥ ΣΥΝΑΛΛΑΓΜΑΤΟΣ ΠΡΟΟΡΙΖΟΜΕΝΟΥ ΔΙ' ΑΓΟΡΑΝ ΟΜΟΛΟΓΙΩΝ <box>504 913 756 960</box>
article-text: ΑΘΗΝΑΙ, 4.— Ὁ ἀντιπρόεδρος τῆς κυβερνήσεως καὶ ὑπουργὸς ἐσωτερικῶν κ. Παττακὸς ἐδέχθη σήμερον τὸν ὑπουργὸν κ. Παπαδημητρίου καὶ τὸν γενικὸν γραμματέα. Ἀπεφασίσθη ὅπως ἡ ἐπιτροπὴ συνέλθῃ ἐκ νέου διὰ τὴν μελέτην τῶν θεμάτων τὰ ὁποῖα ἀφοροῦν εἰς τὴν προστασίαν τοῦ περιβάλλοντος καὶ τὴν ἀνάπτυξιν τῶν περιοχῶν. Κατὰ τὴν συνεδρίασιν συνεζητήθησαν τὰ μέτρα τὰ ὁποῖα πρέπει νὰ ληφθοῦν ὑπὸ τῶν ἁρμοδίων ὑπηρεσιῶν διὰ τὴν ἐφαρμογὴν τῶν σχετικῶν διατάξεων καὶ τὴν ταχυτέραν διεκπεραίωσιν τῶν ὑποθέσεων. Ἐπίσης ἐξητάσθη τὸ ζήτημα τῆς χρηματοδοτήσεως τῶν ἔργων ὑπὸ τῶν τραπεζῶν καὶ τοῦ δημοσίου, ὡς καὶ ἡ συμμετοχὴ τῶν ἰδιωτῶν εἰς τὰς ἐπενδύσεις. ΑΘΗΝΑΙ, 4.— Ὁ ἀντιπρόεδρος τῆς κυβερνήσεως καὶ ὑπουργὸς ἐσωτερικῶν κ. Παττακὸς ἐδέχθη σήμερον τὸν ὑπουργὸν κ. Παπαδημητρίου καὶ τὸν γενικὸν γραμματέα. Ἀπεφασίσθη ὅπως ἡ ἐπιτροπὴ συνέλθῃ ἐκ νέου διὰ τὴν μελέτην τῶν θεμάτων τὰ ὁποῖα ἀφοροῦν εἰς τὴν προστασίαν τοῦ περιβάλλοντος καὶ τὴν ἀνάπτυξιν τῶν περιοχῶν. Κατὰ τὴν συνεδρίασιν συνεζητήθησαν τὰ μέτρα τὰ ὁποῖα πρέπει νὰ ληφθοῦν <box>479 146 782 231</box>
article-text: ΑΘΗΝΑΙ, 4.— Ὁ ἀντιπρόεδρος τῆς κυβερνήσεως καὶ ὑπουργὸς ἐσωτερικῶν κ. Παττακὸς ἐδέχθη σήμερον τὸν ὑπουργὸν κ. Παπαδημητρίου καὶ τὸν γενικὸν γραμματέα. Ἀπεφασίσθη ὅπως ἡ ἐπιτροπὴ συνέλθῃ ἐκ νέου διὰ τὴν μελέτην τῶν θεμάτων τὰ ὁποῖα ἀφοροῦν εἰς τὴν προστασίαν τοῦ περιβάλλοντος καὶ τὴν ἀνάπτυξιν τῶν περιοχῶν. Κατὰ τὴν συνεδρίασιν συνεζητήθησαν τὰ μέτρα τὰ ὁποῖα πρέπει νὰ ληφθοῦν ὑπὸ τῶν ἁρμοδίων ὑπηρεσιῶν διὰ τὴν ἐφαρμογὴν τῶν σχετικῶν διατάξεων καὶ τὴν ταχυτέραν διεκπεραίωσιν τῶν ὑποθέσεων. Ἐπίσης ἐξητάσθη τὸ ζήτημα τῆς χρηματοδοτήσεως τῶν ἔργων ὑπὸ τῶν τραπεζῶν καὶ τοῦ δημοσίου, ὡς καὶ ἡ συμμετοχὴ τῶν ἰδιωτῶν εἰς τὰς ἐπενδύσεις. ΑΘΗΝΑΙ, 4.— Ὁ ἀντιπρόεδρος τῆς κυβερνήσεως καὶ ὑπουργὸς ἐσωτερικῶν κ. Παττακὸς ἐδέχθη σήμερον τὸν ὑπουργὸν κ. Παπαδημητρίου καὶ τὸν γενικὸν γραμματέα. Ἀπεφασίσθη ὅπως ἡ ἐπιτροπὴ συνέλθῃ ἐκ νέου διὰ τὴν μελέτην τῶν θεμάτων τὰ ὁποῖα ἀφοροῦν εἰς τὴν προστασίαν τοῦ περιβάλλοντος καὶ τὴν ἀνάπτυξιν τῶν περιοχῶν. Κατὰ τὴν συνεδρίασιν συνεζητήθησαν τὰ μέτρα τὰ ὁ <box>797 1531 944 1694</box>
headline: ΤΕΤΡΑΜΗΝΟΣ ΦΥΛΑΚΙΣΙΣ ΕΙΣ ΤΟΝ ΛΑΜΨΙΔΗΝ <box>806 2042 935 2063</box>
article-text: ΑΘΗΝΑΙ, 4.— Ὁ ἀντιπρόεδρος τῆς κυβερνήσεως καὶ ὑπουργὸς ἐσωτερικῶν κ. Παττακὸς ἐδέχθη σήμερον τὸν ὑπουργὸν κ. Παπαδημητρίου καὶ τὸν γενικὸν γραμματέα. Ἀπεφασίσθη ὅπως ἡ ἐπιτροπὴ συνέλθῃ ἐκ νέου διὰ τὴν μελέτην τῶν θεμάτων τὰ ὁποῖα ἀφοροῦν εἰς τὴν προστασίαν τοῦ περιβάλλοντος καὶ τὴν ἀνάπτυξιν τῶν περιοχῶν. Κατὰ τὴν συνεδρίασιν συνεζητήθησαν τὰ μέτρα τὰ ὁποῖα πρέπει νὰ ληφθοῦν ὑπὸ τῶν ἁρμοδίων ὑπηρεσιῶν διὰ τὴν ἐφαρμογὴν τῶν σχετικῶν διατάξεων καὶ τὴν ταχυτέραν διεκπεραίωσιν τῶν ὑποθέσεων. Ἐπίσης ἐξητάσθη τὸ ζήτημα τῆς χρηματοδοτήσεως τῶν ἔργων ὑπὸ τῶν τραπεζῶν καὶ τοῦ δημοσίου, ὡς καὶ ἡ συμμετοχὴ τῶν ἰδιωτῶν εἰς τὰς ἐπενδύσεις. ΑΘΗΝΑΙ, 4.— Ὁ ἀντιπρόεδρος τῆς κυβερνήσεως καὶ ὑπουργὸς ἐσωτερικῶν κ. Παττακὸς ἐδέχθη σήμερον τὸν ὑπουργὸν κ. Παπαδημητρίου καὶ τὸν γενικὸν γραμματέα. Ἀπεφασίσθη ὅπως ἡ ἐπιτροπὴ συνέλθῃ ἐκ νέου διὰ τὴν μελέτην τῶν θεμάτων τὰ ὁποῖα ἀφοροῦν εἰς τὴν προστασίαν τοῦ περιβάλλοντος καὶ τὴν ἀνάπτυξιν τῶν περιοχῶν. Κατὰ τὴν συνεδρίασιν συνεζητήθησαν τὰ μέτ <box>479 1190 782 1268</box>
article-text: ΑΘΗΝΑΙ, 4.— Ὁ ἀντιπρόεδρος τῆς κυβερνήσεως καὶ ὑπουργὸς ἐσωτερικῶν κ. Παττακὸς ἐδέχθη σήμερον τὸν ὑπουργὸν κ. Παπαδημητρίου καὶ τὸν γενικὸν γραμματέα. Ἀπεφασίσθη ὅπως ἡ ἐπιτροπὴ συνέλθῃ ἐκ νέου διὰ τὴν μελέτην τῶν θεμάτων τὰ ὁποῖα ἀφοροῦν εἰς τὴν προστασίαν τοῦ περιβάλλοντος καὶ τὴν ἀνάπτυξιν τῶν περιοχῶν. Κατὰ τὴν συνεδρίασιν συνεζητήθησαν τὰ μέτρα τὰ ὁποῖα πρέπει νὰ ληφθοῦν ὑπὸ τῶν ἁρμοδίων ὑπηρεσιῶν διὰ τὴν ἐφαρμογὴν τῶν σχετικῶν διατάξεων καὶ τὴν ταχυτέραν διεκπεραίωσιν τῶν ὑποθέσεων. Ἐπίσης ἐξητάσθη τὸ ζήτημα τῆς χρηματοδοτήσεως τῶν ἔργων ὑπὸ τῶν τραπεζῶν καὶ τοῦ δημοσίου, ὡς καὶ ἡ συμμετοχὴ τῶν ἰδιωτῶν εἰς τὰς ἐπενδύσεις. ΑΘΗΝΑΙ, 4.— Ὁ ἀντιπρόεδρος τῆς κυβερνήσεως καὶ ὑπουργὸς ἐσωτερικῶν κ. Παττακὸς ἐδέχθη σήμερον τὸν ὑπουργὸν κ. Παπαδημητρίου καὶ τὸν γενικὸν γραμματέα. Ἀπεφασίσθη ὅπως ἡ ἐπιτροπὴ συνέλθῃ ἐκ νέου διὰ τὴν μελέτην τῶν θ <box>960 180 1313 243</box>
subheadline: ΔΙΟΡΙΣΜΟΙ ΙΑΤΡΩΝ ΕΙΣ ΤΟ ΚΕΝΤΡΙΚΟΝ <box>46 729 259 741</box>
headline: Η ΕΛΕΥΘΕΡΑ ΧΡΗΣΙΣ ΑΤΟΜΙΚΩΝ ΕΙΔΩΝ ΑΛΛΟΔΑΠΩΝ ΕΝ ΕΛΛΑΔΙ <box>809 1311 932 1342</box>
headline: ΚΑΘΕΙΡΞΙΣ ΕΞ ΕΤΩΝ ΔΙ' ΑΠΟΠΛΑΝΗΣΙΝ ΑΝΗΛΙΚΟΥ ΠΑΙΔΟΣ <box>323 930 456 961</box>
article-text: ΑΘΗΝΑΙ, 4.— Ὁ ἀντιπρόεδρος τῆς κυβερνήσεως καὶ ὑπουργὸς ἐσωτερικῶν κ. Παττακὸς ἐδέχθη σήμερον τὸν ὑπουργὸν κ. Παπαδημητρίου καὶ τὸν γενικὸν γραμματέα. Ἀπεφασίσθη ὅπως ἡ ἐπιτροπὴ συνέλθῃ ἐκ νέου διὰ τὴν μελέτην τῶν θεμάτων τὰ ὁποῖα ἀφοροῦν εἰς τὴν προστασίαν τοῦ περιβάλλοντος καὶ τὴν ἀνάπτυξιν τῶν περιοχῶν. Κατὰ τὴν συνεδρίασιν συνεζητήθησαν τὰ μέτρα τὰ ὁποῖα πρέπει νὰ ληφθοῦν ὑπὸ τῶν ἁρμοδίων ὑπηρεσιῶν διὰ τὴν ἐφαρμογὴν τῶν σχετικῶν διατάξεων καὶ τὴν ταχυτέραν διεκπεραίωσιν τῶν ὑποθέσεων. Ἐπίσης ἐξητάσθη τὸ ζήτημα τῆς χρηματοδοτήσεως τῶν ἔργων ὑπὸ τῶν τραπεζῶν καὶ τοῦ δημοσίου, ὡς καὶ ἡ συμμετοχὴ τῶν ἰδιωτῶν εἰς τὰς ἐπενδύσεις. ΑΘΗΝΑΙ, 4.— Ὁ ἀντιπρόεδρος τῆς κυβερνήσεως καὶ ὑπουργὸς ἐσωτερικῶν κ. Παττακὸς ἐδέχθη σήμερον τὸν ὑπουργὸν κ. Παπαδημητρίου καὶ τὸν γενικὸν γραμματέα. Ἀπεφασίσθη ὅπως ἡ ἐπιτροπὴ συνέλθῃ ἐκ νέου διὰ τὴν μελέτην τῶν θεμάτων τὰ ὁποῖα ἀφοροῦν εἰς τὴν προστασίαν τοῦ περιβάλλοντος καὶ τὴν ἀνάπτυξιν τῶν περιοχῶν. Κατὰ τὴν συνεδρίασιν συνεζητήθησαν τὰ μέτρα τὰ ὁποῖα πρ <box>964 616 1310 686</box>
doctor-name: ΗΛΙΑΣ Δ. ΠΕΛΑΓΙΔΗΣ <box>5 1374 81 1384</box>
headline: ΣΑΝΑΒΡΗΚΕ ΤΟΝ ΠΑΤΕΡΑ ΤΟΥ ΜΕΤΑ 54 ΧΡΟΝΙΑ <box>805 1509 937 1529</box>
article <box>960 454 1313 569</box>
column-3 <box>474 0 787 1939</box>
subheadline: ΦΟΡΟΛΟΓΙΚΗΝ ΔΗΛΩΣΙΝ ΘΑ ΥΠΟΒΑΛΟΥΝ ΟΙ ΑΣΧΟΛΟΥΜΕΝΟΙ ΜΕ ΠΩΛΗΣΙΝ ΧΑΡΤΟΣΗΜΩΝ <box>28 89 277 111</box>
article-text: ΑΘΗΝΑΙ, 4.— Ὁ ἀντιπρόεδρος τῆς κυβερνήσεως καὶ ὑπουργὸς ἐσωτερικῶν κ. Παττακὸς ἐδέχθη σήμερον τὸν ὑπουργὸν κ. Παπαδημητρίου καὶ τὸν γενικὸν γραμματέα. Ἀπεφασίσθη ὅπως ἡ ἐπιτροπὴ συνέλθῃ ἐκ νέου διὰ τὴν μελέτην τῶν θεμάτων τὰ ὁποῖα ἀφοροῦν εἰς τὴν προστασίαν τοῦ περιβάλλοντος καὶ τὴν ἀνάπτυξιν τῶν περιοχῶν. Κατὰ τὴν συνεδρίασιν συνεζητήθησαν τὰ μέτρα τὰ ὁποῖα πρέπει νὰ ληφθοῦν ὑπὸ τῶν ἁρμοδίων ὑπηρεσιῶν διὰ τὴν ἐφαρμογὴν τῶν σχετικῶν διατάξεων καὶ τὴν ταχυτέραν διεκπεραίωσιν τῶν ὑποθέσεων. Ἐπίσης ἐξητάσθη τὸ ζήτημα τῆς χρηματοδοτήσεως τῶν ἔργων ὑπὸ τῶν τραπεζῶν καὶ τοῦ δημοσίου, ὡς καὶ ἡ συμμετοχὴ τῶν ἰδιωτῶν εἰς τὰς ἐπενδύσεις. ΑΘΗΝΑΙ, 4.— Ὁ ἀντιπρόεδρος τῆς κυβερνήσεως καὶ ὑπουργὸς ἐσωτερικῶν κ. Παττακὸς ἐδέχθη σήμερον τὸν ὑπουργὸν κ. Παπαδημητρίου καὶ τὸν γενικὸν γραμματέα. Ἀπεφασίσθη ὅπως ἡ ἐπιτροπὴ συνέλθῃ ἐκ νέου διὰ τὴν μελέτην τῶν θεμάτων τὰ ὁποῖα ἀφοροῦν εἰς τὴν προστασίαν τοῦ περιβάλλοντος καὶ τὴν ἀνάπτυξιν τῶν περιοχῶν. Κατὰ τὴν συνεδρίασιν συνεζητήθησαν τὰ μέτρα τὰ ὁποῖα πρέπει νὰ λ <box>316 583 463 754</box>
article-text: ΑΘΗΝΑΙ, 4.— Ὁ ἀντιπρόεδρος τῆς κυβερνήσεως καὶ ὑπουργὸς ἐσωτερικῶν κ. Παττακὸς ἐδέχθη σήμερον τὸν ὑπουργὸν κ. Παπαδημητρίου καὶ τὸν γενικὸν γραμματέα. Ἀπεφασίσθη ὅπως ἡ ἐπιτροπὴ συνέλθῃ ἐκ νέου διὰ τὴν μελέτην τῶν θεμάτων τὰ ὁποῖα ἀφοροῦν εἰς τὴν προστασίαν τοῦ περιβάλλοντος καὶ τὴν ἀνάπτυξιν τῶν περιοχῶν. Κατὰ τὴν συνεδρίασιν συνεζητήθησαν τὰ μέτρα τὰ ὁποῖα πρέπει νὰ ληφθοῦν ὑπὸ τῶν ἁρμοδίων ὑπηρεσιῶν διὰ τὴν ἐφαρμογὴν τῶν σχετικῶν διατάξεων καὶ τὴν ταχυτέραν διεκπεραίωσιν τῶν ὑποθέσεων. Ἐπίσης ἐξητάσθη τὸ ζήτημα τῆς χρηματοδοτήσεως τῶν ἔργων ὑπὸ τῶν τραπεζῶν καὶ τοῦ δημοσίου, ὡς καὶ ἡ συμμετοχὴ τῶν ἰδιωτῶν εἰς τὰς ἐπενδύσεις. ΑΘΗΝΑΙ, 4.— Ὁ ἀντιπρόεδρος τῆς κυβερνήσεως καὶ ὑπουργὸς ἐσωτερικῶν κ. Παττακὸς ἐδέχθη σήμερον τὸν ὑπουργὸν κ. Παπαδημητρίου καὶ τὸν γενικὸν γραμματέα. Ἀπεφασίσθη ὅπως ἡ ἐπιτροπὴ συνέλθῃ ἐκ νέου διὰ τὴν μελέτην τῶν θεμάτων τὰ ὁποῖα ἀφοροῦν εἰς τὴν προστασίαν τοῦ περιβάλλοντος καὶ τὴν ἀνάπτυξιν τῶν περιοχῶν. Κατὰ τὴν συνεδρίασιν συνεζητήθησαν τὰ μέτρα τὰ ὁπ <box>316 1501 463 1664</box>
headline: ΜΕΤΕΦΕΡΘΗΣΑΝ ΕΙΣ ΚΩΝΣΤΑΝΤΙΝΟΥΠΟΛΙΝ ΔΙ' ΑΝΑΚΡΙΣΙΝ Ο ΔΥΟ ΡΩΣΟΙ ΑΕΡΟΠΕΙΡΑΤΑΙ <box>492 1052 769 1085</box>
article-text: ΑΘΗΝΑΙ, 4.— Ὁ ἀντιπρόεδρος τῆς κυβερνήσεως καὶ ὑπουργὸς ἐσωτερικῶν κ. Παττακὸς ἐδέχθη σήμερον τὸν ὑπουργὸν κ. Παπαδημητρίου καὶ τὸν γενικὸν γραμματέα. Ἀπεφασίσθη ὅπως ἡ ἐπιτροπὴ συνέλθῃ ἐκ νέου διὰ τὴν μελέτην τῶν θεμάτων τὰ ὁποῖα ἀφοροῦν εἰς τὴν προστασίαν τοῦ περιβάλλοντος καὶ τὴν ἀνάπτυξιν τῶν περιοχῶν. Κατὰ τὴν συνεδρίασιν συνεζητήθησαν τὰ μέτρα τὰ ὁποῖα πρέπει νὰ ληφθοῦν ὑπὸ τῶν ἁρμοδίων ὑπηρεσιῶν διὰ τὴν ἐφαρμογὴν τῶν σχετικῶν διατάξεων καὶ τὴν ταχυτέραν διεκπεραίωσιν τῶν ὑποθέσεων. Ἐπίσης ἐξητάσθη τὸ ζήτημα τῆς χρηματοδοτήσεως τῶν ἔργων ὑπὸ τῶν τραπεζῶν καὶ τοῦ δημοσίου, ὡς καὶ ἡ συμμετοχὴ τῶν ἰδιωτῶν εἰς τὰς ἐπενδύσεις. ΑΘΗΝΑΙ, 4.— Ὁ ἀντιπρόεδρος τῆς κυβερνήσεως καὶ ὑπουργὸς ἐσωτερικῶν κ. Παττακὸς ἐδέχθη σήμερον τὸν ὑπουργὸν κ. Παπαδημητρίου καὶ τὸν γενικὸν γραμματέα. Ἀπεφασίσθη ὅπως ἡ ἐπιτροπὴ συνέλθῃ ἐκ νέου διὰ τὴν μελέτην τῶν θεμάτων τὰ ὁποῖα ἀφοροῦν εἰς τὴν προστασίαν τοῦ περιβάλλοντος καὶ τὴν <box>316 1144 463 1300</box>
divider <box>316 1850 463 1853</box>
article-text: ΑΘΗΝΑΙ, 4.— Ὁ ἀντιπρόεδρος τῆς κυβερνήσεως καὶ ὑπουργὸς ἐσωτερικῶν κ. Παττακὸς ἐδέχθη σήμερον τὸν ὑπουργὸν κ. Παπαδημητρίου καὶ τὸν γενικὸν γραμματέα. Ἀπεφασίσθη ὅπως ἡ ἐπιτροπὴ συνέλθῃ ἐκ νέου διὰ τὴν μελέτην τῶν θεμάτων τὰ ὁποῖα ἀφοροῦν εἰς τὴν προστασίαν τοῦ περιβάλλοντος καὶ τὴν ἀνάπτυξιν τῶν περιοχῶν. Κατὰ τὴν συνεδρίασιν συνεζητήθησαν τὰ μέτρα τὰ ὁποῖα πρέπει νὰ ληφθοῦν ὑπὸ τῶν ἁρμοδίων ὑπηρεσιῶν διὰ τὴν ἐφαρμογὴν τῶν σχετικῶν διατάξεων καὶ τὴν ταχυτέραν διεκπεραίωσιν τῶν ὑποθέσεων. Ἐπίσης ἐξητάσθη τὸ ζήτημα τῆς χρηματοδοτήσεως τῶν ἔργων ὑπὸ τῶν τραπεζῶν καὶ τοῦ δημοσίου, ὡς καὶ ἡ συμμετοχὴ τῶν ἰδιωτῶν εἰς τὰς ἐπενδύσεις. ΑΘΗΝΑΙ, 4.— Ὁ ἀντιπρόεδρος τῆς κυβερνήσεως καὶ ὑπουργὸς ἐσωτερικῶν κ. Παττακὸς ἐδέχθη σήμερον τὸν ὑπουργὸν κ. Παπαδημητρίου καὶ τὸν γενικὸν γραμματέα. Ἀπεφασίσθη ὅπως ἡ ἐπιτροπὴ συνέλθῃ ἐκ νέου διὰ τὴν μελέτην τῶν θεμάτων τὰ <box>5 1467 300 1537</box>
article-text: ΑΘΗΝΑΙ, 4.— Ὁ ἀντιπρόεδρος τῆς κυβερνήσεως καὶ ὑπουργὸς ἐσωτερικῶν κ. Παττακὸς ἐδέχθη σήμερον τὸν ὑπουργὸν κ. Παπαδημητρίου καὶ τὸν γενικὸν γραμματέα. Ἀπεφασίσθη ὅπως ἡ ἐπιτροπὴ συνέλθῃ ἐκ νέου διὰ τὴν μελέτην τῶν θεμάτων τὰ ὁποῖα ἀφοροῦν εἰς τὴν προστασίαν τοῦ περιβάλλοντος καὶ τὴν ἀνάπτυξιν τῶν περιοχῶν. Κατὰ τὴν συνεδρίασιν συνεζητήθησαν τὰ μέτρα τὰ ὁποῖα πρέπει νὰ ληφθοῦν ὑπὸ τῶν ἁρμοδίων ὑπηρεσιῶν διὰ τὴν ἐφαρμογὴν τῶν σχετικῶν διατάξεων καὶ τὴν ταχυτέραν διεκπεραίωσιν τῶν ὑποθέσεων. Ἐπίσης ἐξητάσθη τὸ ζήτημα τῆς χρηματοδοτήσεως τῶν ἔργων ὑπὸ τῶν τραπεζῶν καὶ τοῦ δημοσίου, ὡς καὶ ἡ συμμετοχὴ τῶν ἰδιωτῶν εἰς τὰς ἐπενδύσεις. ΑΘΗΝΑΙ, 4.— Ὁ ἀντιπρόεδρος τῆς κυβερνήσεως καὶ ὑπουργὸς ἐσωτερικῶν κ. Παττακὸς ἐδέχθη σήμερον τὸν ὑπουργὸν κ. Παπαδημητρίου καὶ τὸν γενικὸν γραμματέα. Ἀπεφασίσθη ὅπως ἡ ἐπιτροπὴ συνέλθῃ ἐκ νέου διὰ τὴν μελέτην τῶν θεμάτων τὰ ὁποῖα ἀφοροῦν εἰς τὴν προστασίαν τοῦ περιβάλλοντος καὶ τὴν ἀνάπτυξ <box>5 376 300 455</box>
doctor-name: ΝΙΚΟΛ. Γ. ΤΑΥΛΑΡΙΔΗΣ <box>5 1325 86 1334</box>
doctor-name: ΔΗΜΗΤΡΙΟΣ Γ. ΓΡΗΓΟΡΙΑΔΗΣ <box>5 1365 111 1374</box>
article-text: ΑΘΗΝΑΙ, 4.— Ὁ ἀντιπρόεδρος τῆς κυβερνήσεως καὶ ὑπουργὸς ἐσωτερικῶν κ. Παττακὸς ἐδέχθη σήμερον τὸν ὑπουργὸν κ. Παπαδημητρίου καὶ τὸν γενικὸν γραμματέα. Ἀπεφασίσθη ὅπως ἡ ἐπιτροπὴ συνέλθῃ ἐκ νέου διὰ τὴν μελέτην τῶν θεμάτων τὰ ὁποῖα ἀφοροῦν εἰς τὴν προστασίαν τοῦ περιβάλλοντος καὶ τὴν ἀνάπτυξιν τῶν περιοχῶν. Κατὰ τὴν συνεδρίασιν συνεζητήθησαν τὰ μέτρα τὰ ὁποῖα πρέπει νὰ ληφθοῦν ὑπὸ τῶν ἁρμοδίων ὑπηρεσιῶν διὰ τὴν ἐφαρμογὴν τῶν σχετικῶν διατάξεων καὶ τὴν ταχυτέραν διεκπεραίωσιν τῶν ὑποθέσεων. Ἐπίσης ἐξητάσθη τὸ ζήτημα τῆς χρηματοδοτήσεως τῶν ἔργων ὑπὸ τῶν τραπεζῶν καὶ τοῦ δημοσίου, ὡς καὶ ἡ συμμετοχὴ τῶν ἰδιωτῶν εἰς τὰς ἐπενδύσεις. ΑΘΗΝΑΙ, 4.— Ὁ ἀντιπρόεδρος τῆς κυβερνήσεως καὶ ὑπουργὸς ἐσωτερικῶν κ. Παττακὸς ἐδέχθη σήμερον τὸν ὑπουργὸν κ. Παπαδημητρίου καὶ τὸν γενικὸν γραμματέα. Ἀπεφασίσθη ὅπως ἡ ἐπιτροπὴ συνέλθῃ ἐκ νέου διὰ τὴν μελέτην τῶν θεμάτων τὰ ὁποῖα ἀφοροῦν εἰς τὴν προστασίαν το <box>797 44 944 192</box>
article-text: ΑΘΗΝΑΙ, 4.— Ὁ ἀντιπρόεδρος τῆς κυβερνήσεως καὶ ὑπουργὸς ἐσωτερικῶν κ. Παττακὸς ἐδέχθη σήμερον τὸν ὑπουργὸν κ. Παπαδημητρίου καὶ τὸν γενικὸν γραμματέα. Ἀπεφασίσθη ὅπως ἡ ἐπιτροπὴ συνέλθῃ ἐκ νέου διὰ τὴν μελέτην τῶν θεμάτων τὰ ὁποῖα ἀφοροῦν εἰς τὴν προστασίαν τοῦ περιβάλλοντος καὶ τὴν ἀνάπτυξιν τῶν περιοχῶν. Κατὰ τὴν συνεδρίασιν συνεζητήθησαν τὰ μέτρα τὰ ὁποῖα πρέπει νὰ ληφθοῦν ὑπὸ τῶν ἁρμοδίων ὑπηρεσιῶν διὰ τὴν ἐφαρμογὴν τῶν σχετικῶν διατάξεων καὶ τὴν ταχυτέραν διεκπεραίωσιν τῶν ὑποθέσεων. Ἐπίσης ἐξητάσθη τὸ ζήτημα τῆς χρηματοδοτήσεως τῶν ἔργων ὑπὸ τῶν τραπεζῶν καὶ τοῦ δημοσίου, ὡς καὶ ἡ συμμετοχὴ τῶν ἰδιωτῶν εἰς τὰς ἐπενδύσεις. ΑΘΗΝΑΙ, 4.— Ὁ ἀντιπρόεδρος τῆς κυβερνήσεως καὶ ὑπουργὸς ἐσωτερικῶν κ. Παττακὸς ἐδέχθη σήμερον τὸν ὑπουργὸν κ. Παπαδημητρίου καὶ τὸν γενικὸν γραμματέα. Ἀπεφασίσθη ὅπως ἡ ἐπιτροπὴ συνέλθῃ ἐκ νέου διὰ τὴν μελέτην τῶν θεμάτων τὰ ὁποῖα ἀφοροῦν εἰς τὴν προστασίαν τοῦ περιβάλλοντος καὶ τὴν ἀνάπτυξιν τῶν περιοχ <box>797 2243 944 2399</box>
article-text: ΑΘΗΝΑΙ, 4.— Ὁ ἀντιπρόεδρος τῆς κυβερνήσεως καὶ ὑπουργὸς ἐσωτερικῶν κ. Παττακὸς ἐδέχθη σήμερον τὸν ὑπουργὸν κ. Παπαδημητρίου καὶ τὸν γενικὸν γραμματέα. Ἀπεφασίσθη ὅπως ἡ ἐπιτροπὴ συνέλθῃ ἐκ νέου διὰ τὴν μελέτην τῶν θεμάτων τὰ ὁποῖα ἀφοροῦν εἰς τὴν προστασίαν τοῦ περιβάλλοντος καὶ τὴν ἀνάπτυξιν τῶν περιοχῶν. Κατὰ τὴν συνεδρίασιν συνεζητήθησαν τὰ μέτρα τὰ ὁποῖα πρέπει νὰ ληφθοῦν ὑπὸ τῶν ἁρμοδίων ὑπηρεσιῶν διὰ τὴν ἐφαρμογὴν τῶν σχετικῶν διατάξεων καὶ τὴν ταχυτέραν διεκπεραίωσιν τῶν ὑποθέσεων. Ἐπίσης ἐξητάσθη τὸ ζήτημα τῆς χρηματοδοτήσεως τῶν ἔργων ὑπὸ τῶν τραπεζῶν καὶ τοῦ δημοσίου, ὡς καὶ ἡ συμμετοχὴ τῶν ἰδιωτῶν εἰς τὰς ἐπενδύσεις. ΑΘΗΝΑΙ, 4.— Ὁ ἀντιπρόεδρος τῆς κυβερνήσεως καὶ ὑπουργὸς ἐσωτερικῶν κ. Παττακὸς ἐδέχθη σήμερον τὸν ὑπουργὸν κ. Παπαδημητρίου καὶ τὸν γενικὸν γραμματέα. Ἀπεφασίσθη ὅπως ἡ ἐπιτροπὴ συνέλθῃ ἐκ νέου διὰ τὴν μελέτην τῶν θεμάτων τὰ ὁποῖα ἀφοροῦν εἰς τὴν προστασίαν τοῦ περιβά <box>316 2054 463 2210</box>
article-text: ΑΘΗΝΑΙ, 4.— Ὁ ἀντιπρόεδρος τῆς κυβερνήσεως καὶ ὑπουργὸς ἐσωτερικῶν κ. Παττακὸς ἐδέχθη σήμερον τὸν ὑπουργὸν κ. Παπαδημητρίου καὶ τὸν γενικὸν γραμματέα. Ἀπεφασίσθη ὅπως ἡ ἐπιτροπὴ συνέλθῃ ἐκ νέου διὰ τὴν μελέτην τῶν θεμάτων τὰ ὁποῖα ἀφοροῦν εἰς τὴν προστασίαν τοῦ περιβάλλοντος καὶ τὴν ἀνάπτυξιν τῶν περιοχῶν. Κατὰ τὴν συνεδρίασιν συνεζητήθησαν τὰ μέτρα τὰ ὁποῖα πρέπει νὰ ληφθοῦν ὑπὸ τῶν ἁρμοδίων ὑπηρεσιῶν διὰ τὴν ἐφαρμογὴν τῶν σχετικῶν διατάξεων καὶ τὴν ταχυτέραν διεκπεραίωσιν τῶν ὑποθέσεων. Ἐπίσης ἐξητάσθη τὸ ζήτημα τῆς χρηματοδοτήσεως τῶν ἔργων ὑπὸ τῶν τραπεζῶν καὶ τοῦ δημοσίου, ὡς καὶ ἡ συμμετοχὴ τῶν ἰδιωτῶν εἰς τὰς ἐπενδύσεις. ΑΘΗΝΑΙ, 4.— Ὁ ἀντιπρόεδρος τῆς κυβερνήσεως καὶ ὑπουργὸς ἐσωτερικῶν κ. Παττακὸς ἐδέχθη σήμερον τὸν ὑπουργὸν κ. Παπαδημητρίου καὶ τὸν γενικὸν γραμματέα. Ἀπεφασίσθη ὅπως ἡ ἐπιτροπὴ συνέλθῃ ἐκ νέου διὰ τὴν μελέτην τῶν θεμάτων τὰ ὁποῖα ἀφοροῦν <box>5 875 300 952</box>
article-text: ΑΘΗΝΑΙ, 4.— Ὁ ἀντιπρόεδρος τῆς κυβερνήσεως καὶ ὑπουργὸς ἐσωτερικῶν κ. Παττακὸς ἐδέχθη σήμερον τὸν ὑπουργὸν κ. Παπαδημητρίου καὶ τὸν γενικὸν γραμματέα. Ἀπεφασίσθη ὅπως ἡ ἐπιτροπὴ συνέλθῃ ἐκ νέου διὰ τὴν μελέτην τῶν θεμάτων τὰ ὁποῖα ἀφοροῦν εἰς τὴν προστασίαν τοῦ περιβάλλοντος καὶ τὴν ἀνάπτυξιν τῶν περιοχῶν. Κατὰ τὴν συνεδρίασιν συνεζητήθησαν τὰ μέτρα τὰ ὁποῖα πρέπει νὰ ληφθοῦν ὑπὸ τῶν ἁρμοδίων ὑπηρεσιῶν διὰ τὴν ἐφαρμογὴν τῶν σχετικῶν διατάξεων καὶ τὴν ταχυτέραν διεκπεραίωσιν τῶν ὑποθέσεων. Ἐπίσης ἐξητάσθη τὸ ζήτημα τῆς χρηματοδοτήσεως τῶν ἔργων ὑπὸ τῶν τραπεζῶν καὶ τοῦ δημοσίου, ὡς καὶ ἡ συμμετοχὴ τῶν ἰδιωτῶν εἰς τὰς ἐπενδύσεις. ΑΘΗΝΑΙ, 4.— Ὁ ἀντιπρόεδρος τῆς κυβερνήσεως καὶ ὑπουργὸς ἐσωτερικῶν κ. Παττακὸς ἐδέχθη σήμερον τὸν ὑπουργὸν κ. Παπαδημητρίου καὶ τὸν γενικὸν γραμματέα. Ἀπεφασίσθη ὅπως ἡ ἐπιτροπὴ συνέλθῃ ἐκ νέου διὰ τὴν μελέτην τῶν θεμάτων τὰ ὁποῖα ἀφοροῦν εἰς τὴν προστασίαν τοῦ περιβ <box>797 2064 944 2219</box>
headline: ΠΡΟΚΗΡΥΞΙΣ ΠΡΟΣ ΕΓΓΡΑΦΗΝ ΕΙΣ ΤΟ ΠΑΝΕΠΙΣΤΗΜΙΟΝ ΤΩΝ ΕΠΙΤΥΧΟΝΤΩΝ ΚΑΤΑ ΤΑΣ ΕΙΣΙΤΗΡΙΟΥΣ ΕΞΕΤΑΣΕΙΣ <box>33 826 272 873</box>
continuation-label: ΣΥΝΕΧΕΙΑ ΕΚ ΤΗΣ ΣΕΛ. <box>479 1087 573 1096</box>
headline: Η ΣΥΖΗΤΗΣΙΣ ΔΙΑ ΤΗΝ ΕΚΘΕΣΙΝ ΤΟΥ κ. ΤΑΣΚΑ ΕΝΩΠΙΟΝ ΤΗΣ ΕΠΙΤΡΟΠΗΣ ΤΗΣ ΓΕΡΟΥΣΙΑΣ <box>990 942 1283 974</box>
article-text: ΑΘΗΝΑΙ, 4.— Ὁ ἀντιπρόεδρος τῆς κυβερνήσεως καὶ ὑπουργὸς ἐσωτερικῶν κ. Παττακὸς ἐδέχθη σήμερον τὸν ὑπουργὸν κ. Παπαδημητρίου καὶ τὸν γενικὸν γραμματέα. Ἀπεφασίσθη ὅπως ἡ ἐπιτροπὴ συνέλθῃ ἐκ νέου διὰ τὴν μελέτην τῶν θεμάτων τὰ ὁποῖα ἀφοροῦν εἰς τὴν προστασίαν τοῦ περιβάλλοντος καὶ τὴν ἀνάπτυξιν τῶν περιοχῶν. Κατὰ τὴν συνεδρίασιν συνεζητήθησαν τὰ μέτρα τὰ ὁποῖα πρέπει νὰ ληφθοῦν ὑπὸ τῶν ἁρμοδίων ὑπηρεσιῶν διὰ τὴν ἐφαρμογὴν τῶν σχετικῶν διατάξεων καὶ τὴν ταχυτέραν διεκπεραίωσιν τῶν ὑποθέσεων. Ἐπίσης ἐξητάσθη τὸ ζήτημα τῆς χρηματοδοτήσεως τῶν ἔργων ὑπὸ τῶν τραπεζῶν καὶ τοῦ δημοσίου, ὡς καὶ ἡ συμμετοχὴ τῶν ἰδιωτῶν εἰς τὰς ἐπενδύσεις. ΑΘΗΝΑΙ, 4.— Ὁ ἀντιπρόεδρος τῆς κυβερνήσεως καὶ ὑπουργὸς ἐσωτερικῶν κ. Παττακὸς ἐδέχθη σήμερον τὸν ὑπουργὸν κ. Παπαδημητρίου καὶ τὸν γενικὸν γραμματέα. Ἀπεφασίσθη ὅπως ἡ ἐπιτροπὴ συνέλθῃ ἐκ νέου <box>797 1728 944 1868</box>
article-text: ΑΘΗΝΑΙ, 4.— Ὁ ἀντιπρόεδρος τῆς κυβερνήσεως καὶ ὑπουργὸς ἐσωτερικῶν κ. Παττακὸς ἐδέχθη σήμερον τὸν ὑπουργὸν κ. Παπαδημητρίου καὶ τὸν γενικὸν γραμματέα. Ἀπεφασίσθη ὅπως ἡ ἐπιτροπὴ συνέλθῃ ἐκ νέου διὰ τὴν μελέτην τῶν θεμάτων τὰ ὁποῖα ἀφοροῦν εἰς τὴν προστασίαν τοῦ περιβάλλοντος καὶ τὴν ἀνάπτυξιν τῶν περιοχῶν. Κατὰ τὴν συνεδρίασιν συνεζητήθησαν τὰ μέτρα τὰ ὁποῖα πρέπει νὰ ληφθοῦν ὑπὸ τῶν ἁρμοδίων ὑπηρεσιῶν διὰ τὴν ἐφαρμογὴν τῶν σχετικῶν διατάξεων καὶ τὴν ταχυτέραν διεκπεραίωσιν τῶν ὑποθέσεων. Ἐπίσης ἐξητάσθη τὸ ζήτημα τῆς χρηματοδοτήσεως τῶν ἔργων ὑπὸ τῶν τραπεζῶν καὶ τοῦ δημοσίου, ὡς καὶ ἡ συμμετοχὴ τῶν ἰδιωτῶν εἰς τὰς ἐπενδύσεις. ΑΘΗΝΑΙ, 4.— Ὁ ἀντιπρόεδρος τῆς κυβερνήσεως καὶ ὑπουργὸς ἐσωτερικῶν κ. Παττακὸς ἐδέχθη σήμερον τὸν ὑπουργὸν κ. Παπαδημητρίου καὶ τὸν γενικὸν γραμματέα. Ἀπεφασίσθη ὅπως ἡ ἐπιτροπὴ συνέλθῃ ἐκ νέου διὰ τὴν μελέτην τῶν θεμάτων τὰ ὁποῖα ἀφοροῦν εἰς τὴν προστασίαν τοῦ περιβάλλοντος καὶ τὴν ἀνάπτυ <box>479 377 782 455</box>
doctor-name: ΣΑΒΒΑΣ Α. ΠΑΠΑΔΟΠΟΥΛΟΣ <box>5 1355 110 1364</box>
article-text: ΑΘΗΝΑΙ, 4.— Ὁ ἀντιπρόεδρος τῆς κυβερνήσεως καὶ ὑπουργὸς ἐσωτερικῶν κ. Παττακὸς ἐδέχθη σήμερον τὸν ὑπουργὸν κ. Παπαδημητρίου καὶ τὸν γενικὸν γραμματέα. Ἀπεφασίσθη ὅπως ἡ ἐπιτροπὴ συνέλθῃ ἐκ νέου διὰ τὴν μελέτην τῶν θεμάτων τὰ ὁποῖα ἀφοροῦν εἰς τὴν προστασίαν τοῦ περιβάλλοντος καὶ τὴν ἀνάπτυξιν τῶν περιοχῶν. Κατὰ τὴν συνεδρίασιν συνεζητήθησαν τὰ μέτρα τὰ ὁποῖα πρέπει νὰ ληφθοῦν ὑπὸ τῶν ἁρμοδίων ὑπηρεσιῶν διὰ τὴν ἐφαρμογὴν τῶν σχετικῶν διατάξεων καὶ τὴν ταχυτέραν διεκπεραίωσιν τῶν ὑποθέσεων. Ἐπίσης ἐξητάσθη τὸ ζήτημα τῆς χρηματοδοτήσεως τῶν ἔργων ὑπὸ τῶν τραπεζῶν καὶ τοῦ δημοσίου, ὡς καὶ ἡ συμμετοχὴ τῶν ἰδιωτῶν εἰς τὰς ἐπενδύσεις. ΑΘΗΝΑΙ, 4.— Ὁ ἀντιπρόεδρος τῆς κυβερνήσεως καὶ ὑπουργὸς ἐσωτερικῶν κ. Παττακὸς ἐδέχθη σήμερον τὸν ὑπουργὸν κ. Παπαδημητρίου καὶ τὸν γενικὸν γραμματέα. Ἀπεφασίσθη ὅπως ἡ ἐπιτροπὴ συνέλθῃ ἐκ νέου διὰ τὴν μελέτην τῶν θεμάτων τὰ ὁποῖα ἀφοροῦν εἰς τὴν προστασίαν τοῦ περιβάλλοντος καὶ τὴν ἀνάπτυξιν τῶν περιοχῶν. Κατὰ τὴν συνεδρίασιν συνεζητήθησαν τὰ μέτρα τὰ ὁποῖα πρέπ <box>5 641 300 726</box>
article <box>5 462 300 813</box>
column-rule <box>789 0 790 1939</box>
school-name: ΛΟΓΙΣΤΙΚΑ <box>367 2043 412 2052</box>
doctor-list <box>5 1306 300 1393</box>
article-text: ΑΘΗΝΑΙ, 4.— Ὁ ἀντιπρόεδρος τῆς κυβερνήσεως καὶ ὑπουργὸς ἐσωτερικῶν κ. Παττακὸς ἐδέχθη σήμερον τὸν ὑπουργὸν κ. Παπαδημητρίου καὶ τὸν γενικὸν γραμματέα. Ἀπεφασίσθη ὅπως ἡ ἐπιτροπὴ συνέλθῃ ἐκ νέου διὰ τὴν μελέτην τῶν θεμάτων τὰ ὁποῖα ἀφοροῦν εἰς τὴν προστασίαν τοῦ περιβάλλοντος καὶ τὴν ἀνάπτυξιν τῶν περιοχῶν. Κατὰ τὴν συνεδρίασιν συνεζητήθησαν τὰ μέτρα τὰ ὁποῖα πρέπει νὰ ληφθοῦν ὑπὸ τῶν ἁρμοδίων ὑπηρεσιῶν διὰ τὴν ἐφαρμογὴν τῶν σχετικῶν διατάξεων καὶ τὴν ταχυτέραν διεκπεραίωσιν τῶν ὑποθέσεων. Ἐπίσης ἐξητάσθη τὸ ζήτημα τῆς χρηματοδοτήσεως τῶν ἔργων ὑπὸ τῶν τραπεζῶν καὶ τοῦ δημοσίου, ὡς καὶ ἡ συμμετοχὴ τῶν ἰδιωτῶν εἰς τὰς ἐπενδύσεις. ΑΘΗΝΑΙ, 4.— Ὁ ἀντιπρόεδρος τῆς κυβερνήσεως καὶ ὑπουργὸς ἐσωτερικῶν κ. Παττακὸς ἐδέχθη σήμερον τὸν ὑπουργὸν κ. Παπαδημητρίου καὶ τὸν γενικὸν γραμματέα. Ἀπεφασίσθη ὅπως ἡ ἐπιτροπὴ συνέλθῃ ἐκ νέου διὰ τὴν μελέτην τῶν θεμάτων τὰ ὁποῖα ἀφοροῦν εἰς τὴν προστασίαν τοῦ περιβάλλοντος <box>5 954 300 1032</box>
article-text: ΑΘΗΝΑΙ, 4.— Ὁ ἀντιπρόεδρος τῆς κυβερνήσεως καὶ ὑπουργὸς ἐσωτερικῶν κ. Παττακὸς ἐδέχθη σήμερον τὸν ὑπουργὸν κ. Παπαδημητρίου καὶ τὸν γενικὸν γραμματέα. Ἀπεφασίσθη ὅπως ἡ ἐπιτροπὴ συνέλθῃ ἐκ νέου διὰ τὴν μελέτην τῶν θεμάτων τὰ ὁποῖα ἀφοροῦν εἰς τὴν προστασίαν τοῦ περιβάλλοντος καὶ τὴν ἀνάπτυξιν τῶν περιοχῶν. Κατὰ τὴν συνεδρίασιν συνεζητήθησαν τὰ μέτρα τὰ ὁποῖα πρέπει νὰ ληφθοῦν ὑπὸ τῶν ἁρμοδίων ὑπηρεσιῶν διὰ τὴν ἐφαρμογὴν τῶν σχετικῶν διατάξεων καὶ τὴν ταχυτέραν διεκπεραίωσιν τῶν ὑποθέσεων. Ἐπίσης ἐξητάσθη τὸ ζήτημα τῆς χρηματοδοτήσεως τῶν ἔργων ὑπὸ τῶν τραπεζῶν καὶ τοῦ δημοσίου, ὡς καὶ ἡ συμμετοχὴ τῶν ἰδιωτῶν εἰς τὰς ἐπενδύσεις. ΑΘΗΝΑΙ, 4.— Ὁ ἀντιπρόεδρος τῆς κυβερνήσεως καὶ ὑπουργὸς ἐσωτερικῶν κ. Παττακὸς ἐδέχθη σήμερον τὸν ὑπουργὸν κ. Παπαδημητρίου καὶ τὸν γενικὸν γραμματέα. Ἀπεφασίσθη ὅπως ἡ ἐπιτροπὴ συνέλθῃ ἐκ νέου διὰ τὴν <box>5 743 300 813</box>
article-text: ΑΘΗΝΑΙ, 4.— Ὁ ἀντιπρόεδρος τῆς κυβερνήσεως καὶ ὑπουργὸς ἐσωτερικῶν κ. Παττακὸς ἐδέχθη σήμερον τὸν ὑπουργὸν κ. Παπαδημητρίου καὶ τὸν γενικὸν γραμματέα. Ἀπεφασίσθη ὅπως ἡ ἐπιτροπὴ συνέλθῃ ἐκ νέου διὰ τὴν μελέτην τῶν θεμάτων τὰ ὁποῖα ἀφοροῦν εἰς τὴν προστασίαν τοῦ περιβάλλοντος καὶ τὴν ἀνάπτυξιν τῶν περιοχῶν. Κατὰ τὴν συνεδρίασιν συνεζητήθησαν τὰ μέτρα τὰ ὁποῖα πρέπει νὰ ληφθοῦν ὑπὸ τῶν ἁρμοδίων ὑπηρεσιῶν διὰ τὴν ἐφαρμογὴν τῶν σχετικῶν διατάξεων καὶ τὴν ταχυτέραν διεκπεραίωσιν τῶν ὑποθέσεων. Ἐπίσης ἐξητάσθη τὸ ζήτημα τῆς χρηματοδοτήσεως τῶν ἔργων ὑπὸ τῶν τραπεζῶν καὶ τοῦ δημοσίου, ὡς καὶ ἡ συμμετοχὴ τῶν ἰδιωτῶν εἰς τὰς ἐπενδύσεις. ΑΘΗΝΑΙ, 4.— Ὁ ἀντιπρόεδρος τῆς κυβερνήσεως καὶ ὑπουργὸς ἐσωτερικῶν κ. Παττακὸς ἐδέχθη σήμερον τὸν ὑπουργὸν κ. Παπαδημητρίου καὶ τὸν γενικὸν γραμματέα. Ἀπεφασίσθη ὅπως ἡ ἐπιτροπὴ συνέλθῃ ἐκ νέου διὰ τὴν μελέτην τῶν θεμάτων τὰ ὁποῖα ἀφοροῦν εἰς τὴν προστασίαν τοῦ περιβάλλοντος καὶ τὴν ἀνάπτυξιν τῶν περιοχῶν. Κατὰ τὴν συνεδρίασιν συνεζητήθησαν τὰ μέτρ <box>5 1174 300 1259</box>
doctor-entry <box>5 1346 300 1354</box>
headline: ΠΟΛΛΑ ΞΕΝΑ ΣΚΑΦΗ ΕΧΟΥΝ ΠΑΡΑΓΓΕΛΘΗ ΕΙΣ ΓΑΛΛΙΚΑ ΝΑΥΠΗΓΕΙΑ ΤΟ ΤΡΕΧΟΝ ΕΤΟΣ <box>990 459 1283 491</box>
article-text: ΑΘΗΝΑΙ, 4.— Ὁ ἀντιπρόεδρος τῆς κυβερνήσεως καὶ ὑπουργὸς ἐσωτερικῶν κ. Παττακὸς ἐδέχθη σήμερον τὸν ὑπουργὸν κ. Παπαδημητρίου καὶ τὸν γενικὸν γραμματέα. Ἀπεφασίσθη ὅπως ἡ ἐπιτροπὴ συνέλθῃ ἐκ νέου διὰ τὴν μελέτην τῶν θεμάτων τὰ ὁποῖα ἀφοροῦν εἰς τὴν προστασίαν τοῦ περιβάλλοντος καὶ τὴν ἀνάπτυξιν τῶν περιοχῶν. Κατὰ τὴν συνεδρίασιν συνεζητήθησαν τὰ μέτρα τὰ ὁποῖα πρέπει νὰ ληφθοῦν ὑπὸ τῶν ἁρμοδίων ὑπηρεσιῶν διὰ τὴν ἐφαρμογὴν τῶν σχετικῶν διατάξεων καὶ τὴν ταχυτέραν διεκπεραίωσιν τῶν ὑποθέσεων. Ἐπίσης ἐξητάσθη τὸ ζήτημα τῆς χρηματοδοτήσεως τῶν ἔργων ὑπὸ τῶν τραπεζῶν καὶ τοῦ δημοσίου, ὡς καὶ ἡ συμμετοχὴ τῶν ἰδιωτῶν εἰς τὰς ἐπενδύσεις. ΑΘΗΝΑΙ, 4.— Ὁ ἀντιπρόεδρος τῆς κυβερνήσεως καὶ ὑπουργὸς ἐσωτερικῶν κ. Παττακὸς ἐδέχθη σήμερον τὸν ὑπουργὸν κ. Παπαδημητρίου καὶ τὸν γενικὸν γραμματέα. Ἀπεφασίσθη ὅπως ἡ ἐπιτροπὴ συνέλθῃ ἐκ νέου διὰ τὴν μελέτην τῶν θεμάτων τὰ ὁποῖα <box>797 1892 944 2040</box>
article-text: ΑΘΗΝΑΙ, 4.— Ὁ ἀντιπρόεδρος τῆς κυβερνήσεως καὶ ὑπουργὸς ἐσωτερικῶν κ. Παττακὸς ἐδέχθη σήμερον τὸν ὑπουργὸν κ. Παπαδημητρίου καὶ τὸν γενικὸν γραμματέα. Ἀπεφασίσθη ὅπως ἡ ἐπιτροπὴ συνέλθῃ ἐκ νέου διὰ τὴν μελέτην τῶν θεμάτων τὰ ὁποῖα ἀφοροῦν εἰς τὴν προστασίαν τοῦ περιβάλλοντος καὶ τὴν ἀνάπτυξιν τῶν περιοχῶν. Κατὰ τὴν συνεδρίασιν συνεζητήθησαν τὰ μέτρα τὰ ὁποῖα πρέπει νὰ ληφθοῦν ὑπὸ τῶν ἁρμοδίων ὑπηρεσιῶν διὰ τὴν ἐφαρμογὴν τῶν σχετικῶν διατάξεων καὶ τὴν ταχυτέραν διεκπεραίωσιν τῶν ὑποθέσεων. Ἐπίσης ἐξητάσθη τὸ ζήτημα τῆς χρηματοδοτήσεως τῶν ἔργων ὑπὸ τῶν τραπεζῶν καὶ τοῦ δημοσίου, ὡς καὶ ἡ συμμετοχὴ τῶν ἰδιωτῶν εἰς τὰς ἐπενδύσεις. ΑΘΗΝΑΙ, 4.— Ὁ ἀντιπρόεδρος τῆς κυβερνήσεως καὶ ὑπουργὸς ἐσωτερικῶν κ. Παττακὸς ἐδέχθη σήμερον τὸν ὑπουργὸν κ. Παπαδημητρίου καὶ τὸν γενικὸν γραμματέα. Ἀπεφασίσθη ὅπως ἡ ἐπιτροπὴ συνέλθῃ ἐκ νέου διὰ τὴν μελέτην τῶν θεμάτων τὰ ὁποῖα ἀφοροῦν εἰς τὴν προστασίαν τοῦ περιβάλλοντος καὶ τὴν ἀνάπτυξιν τῶν περιοχῶν. Κατ <box>960 987 1313 1058</box>
headline: ΚΑΘΟΡΙΣΘΗ ΔΙ' ΥΠΟΥΡΓΙΚΗΣ ΑΠΟΦΑΣΕΩΣ Ο ΤΡΟΠΟΣ ΑΝΑΓΝΩΡΙΣΕΩΣ ΠΡΟΫΠΗΡΕΣΙΑΣ ΤΩΝ ΥΠΑΛΛΗΛΩΝ ΤΟΥ ΔΗΜΟΣΙΟΥ ΚΑΙ ΝΠΔΔ <box>493 2 767 63</box>
subheadline: ΟΙ ΤΕΘΕΝΤΕΣ ΟΡΟΙ ΕΒΕΩΡΗΘΗΣΑΝ ΩΣ ΑΠΑΡΑΔΕΚΤΟΙ <box>978 95 1296 107</box>
article <box>479 1276 782 1463</box>
headline: ΤΑ ΠΟΡΙΣΜΑΤΑ ΤΟΥ ΕΘΝΙΚΟΥ ΣΥΝΕΔΡΙΟΥ ΠΡΟΣΤΑΣΙΑΣ ΤΟΥ ΦΥΣΙΚΟΥ ΠΕΡΙΒΑΛΛΟΝΤΟΣ <box>20 2 285 49</box>
article-text: ΑΘΗΝΑΙ, 4.— Ὁ ἀντιπρόεδρος τῆς κυβερνήσεως καὶ ὑπουργὸς ἐσωτερικῶν κ. Παττακὸς ἐδέχθη σήμερον τὸν ὑπουργὸν κ. Παπαδημητρίου καὶ τὸν γενικὸν γραμματέα. Ἀπεφασίσθη ὅπως ἡ ἐπιτροπὴ συνέλθῃ ἐκ νέου διὰ τὴν μελέτην τῶν θεμάτων τὰ ὁποῖα ἀφοροῦν εἰς τὴν προστασίαν τοῦ περιβάλλοντος καὶ τὴν ἀνάπτυξιν τῶν περιοχῶν. Κατὰ τὴν συνεδρίασιν συνεζητήθησαν τὰ μέτρα τὰ ὁποῖα πρέπει νὰ ληφθοῦν ὑπὸ τῶν ἁρμοδίων ὑπηρεσιῶν διὰ τὴν ἐφαρμογὴν τῶν σχετικῶν διατάξεων καὶ τὴν ταχυτέραν διεκπεραίωσιν τῶν ὑποθέσεων. Ἐπίσης ἐξητάσθη τὸ ζήτημα τῆς χρηματοδοτήσεως τῶν ἔργων ὑπὸ τῶν τραπεζῶν καὶ τοῦ δημοσίου, ὡς καὶ ἡ συμμετοχὴ τῶν ἰδιωτῶν εἰς τὰς ἐπενδύσεις. ΑΘΗΝΑΙ, 4.— Ὁ ἀντιπρόεδρος τῆς κυβερνήσεως καὶ ὑπουργὸς ἐσωτερικῶν κ. Παττακὸς ἐδέχθη σήμερον τὸν ὑπουργὸν κ. Παπαδημητρίου καὶ τὸν γενικὸν γραμματέα. Ἀπεφασίσθη ὅπως ἡ ἐπιτροπὴ συνέλθῃ ἐκ νέου διὰ τὴν μελέτην τῶν θε <box>479 233 782 303</box>
doctor-name: ΔΗΜΗΤΡΙΟΣ Ι. ΑΔΑΜΑΝΤΙΔΗΣ <box>5 1345 112 1354</box>
divider <box>316 1668 463 1670</box>
column-2 <box>311 0 468 2379</box>
article <box>479 464 782 769</box>
subheadline: ΑΦΑΙΡΕΣΙΣ ΑΔΕΙΑΣ ΟΔΗΓΟΥ ΑΥΤΟΚΙΝΗΤΟΥ <box>35 362 270 375</box>
headline: ΦΡΟΝΤΙΣΤΗΡΙΑ ΚΑΙ ΣΧΟΛΑΙ <box>336 1855 443 1878</box>
article-text: ΑΘΗΝΑΙ, 4.— Ὁ ἀντιπρόεδρος τῆς κυβερνήσεως καὶ ὑπουργὸς ἐσωτερικῶν κ. Παττακὸς ἐδέχθη σήμερον τὸν ὑπουργὸν κ. Παπαδημητρίου καὶ τὸν γενικὸν γραμματέα. Ἀπεφασίσθη ὅπως ἡ ἐπιτροπὴ συνέλθῃ ἐκ νέου διὰ τὴν μελέτην τῶν θεμάτων τὰ ὁποῖα ἀφοροῦν εἰς τὴν προστασίαν τοῦ περιβάλλοντος καὶ τὴν ἀνάπτυξιν τῶν περιοχῶν. Κατὰ τὴν συνεδρίασιν συνεζητήθησαν τὰ μέτρα τὰ ὁποῖα πρέπει νὰ ληφθοῦν ὑπὸ τῶν ἁρμοδίων ὑπηρεσιῶν διὰ τὴν ἐφαρμογὴν τῶν σχετικῶν διατάξεων καὶ τὴν ταχυτέραν διεκπεραίωσιν τῶν ὑποθέσεων. Ἐπίσης ἐξητάσθη τὸ ζήτημα τῆς χρηματοδοτήσεως τῶν ἔργων ὑπὸ τῶν τραπεζῶν καὶ τοῦ δημοσίου, ὡς καὶ ἡ συμμετοχὴ τῶν ἰδιωτῶν εἰς τὰς ἐπενδύσεις. ΑΘΗΝΑΙ, 4.— Ὁ ἀντιπρόεδρος τῆς κυβερνήσεως καὶ ὑπουργὸς ἐσωτερικῶν κ. Παττακὸς ἐδέχθη σήμερον τὸν ὑπουργὸν κ. Παπαδημητρίου καὶ τὸν γενικὸν γραμματέα. Ἀπεφασίσθη ὅπως ἡ ἐπιτροπὴ συνέλθῃ ἐκ νέου διὰ τὴν μελέτην τῶν θεμάτων τὰ ὁποῖα ἀφοροῦν εἰς τὴν προστασίαν τοῦ περιβάλλοντος <box>479 962 782 1040</box>
article-text: ΑΘΗΝΑΙ, 4.— Ὁ ἀντιπρόεδρος τῆς κυβερνήσεως καὶ ὑπουργὸς ἐσωτερικῶν κ. Παττακὸς ἐδέχθη σήμερον τὸν ὑπουργὸν κ. Παπαδημητρίου καὶ τὸν γενικὸν γραμματέα. Ἀπεφασίσθη ὅπως ἡ ἐπιτροπὴ συνέλθῃ ἐκ νέου διὰ τὴν μελέτην τῶν θεμάτων τὰ ὁποῖα ἀφοροῦν εἰς τὴν προστασίαν τοῦ περιβάλλοντος καὶ τὴν ἀνάπτυξιν τῶν περιοχῶν. Κατὰ τὴν συνεδρίασιν συνεζητήθησαν τὰ μέτρα τὰ ὁποῖα πρέπει νὰ ληφθοῦν ὑπὸ τῶν ἁρμοδίων ὑπηρεσιῶν διὰ τὴν ἐφαρμογὴν τῶν σχετικῶν διατάξεων καὶ τὴν ταχυτέραν διεκπεραίωσιν τῶν ὑποθέσεων. Ἐπίσης ἐξητάσθη τὸ ζήτημα τῆς χρηματοδοτήσεως τῶν ἔργων ὑπὸ τῶν τραπεζῶν καὶ τοῦ δημοσίου, ὡς καὶ ἡ συμμετοχὴ τῶν ἰδιωτῶν εἰς τὰς ἐπενδύσεις. ΑΘΗΝΑΙ, 4.— Ὁ ἀντιπρόεδρος τῆς κυβερνήσεως καὶ ὑπουργὸς ἐσωτερικῶν κ. Παττακὸς ἐδέχθη σήμερον τὸν ὑπουργὸν κ. Παπαδημητρίου καὶ τὸν γενικὸν γραμματέα. Ἀπεφασίσθη ὅπως ἡ ἐπιτροπὴ συνέλθῃ ἐκ νέου διὰ τὴν μελέτη <box>797 798 944 938</box>
column-1 <box>0 0 305 1939</box>
article-text: ΑΘΗΝΑΙ, 4.— Ὁ ἀντιπρόεδρος τῆς κυβερνήσεως καὶ ὑπουργὸς ἐσωτερικῶν κ. Παττακὸς ἐδέχθη σήμερον τὸν ὑπουργὸν κ. Παπαδημητρίου καὶ τὸν γενικὸν γραμματέα. Ἀπεφασίσθη ὅπως ἡ ἐπιτροπὴ συνέλθῃ ἐκ νέου διὰ τὴν μελέτην τῶν θεμάτων τὰ ὁποῖα ἀφοροῦν εἰς τὴν προστασίαν τοῦ περιβάλλοντος καὶ τὴν ἀνάπτυξιν τῶν περιοχῶν. Κατὰ τὴν συνεδρίασιν συνεζητήθησαν τὰ μέτρα τὰ ὁποῖα πρέπει νὰ ληφθοῦν ὑπὸ τῶν ἁρμοδίων ὑπηρεσιῶν διὰ τὴν ἐφαρμογὴν τῶν σχετικῶν διατάξεων καὶ τὴν ταχυτέραν διεκπεραίωσιν τῶν ὑποθέσεων. Ἐπίσης ἐξητάσθη τὸ ζήτημα τῆς χρηματοδοτήσεως τῶν ἔργων ὑπὸ τῶν τραπεζῶν καὶ τοῦ δημοσίου, ὡς καὶ ἡ συμμετοχὴ τῶν ἰδιωτῶν εἰς τὰς ἐπενδύσεις. ΑΘΗΝΑΙ, 4.— Ὁ ἀντιπρόεδρος τῆς κυβερνήσεως καὶ ὑπουργὸς ἐσωτερικῶν κ. Παττακὸς ἐδέχθη σήμερον τὸν ὑπουργὸν κ. Παπαδημητρίου καὶ τὸν γενικὸν γραμματέα. Ἀπεφασίσθη ὅπως ἡ ἐπιτροπὴ συνέλθῃ ἐκ νέου διὰ τὴν μελέτην τῶν θεμ <box>5 185 300 255</box>
subheadline: ΜΕΤΑΘΕΣΙΣ ΥΠΑΛΛΗΛΩΝ ΥΠΟΥΡΓΕΙΟΥ ΓΕΩΡΓΙΑΣ <box>18 627 287 639</box>
article-text: ΑΘΗΝΑΙ, 4.— Ὁ ἀντιπρόεδρος τῆς κυβερνήσεως καὶ ὑπουργὸς ἐσωτερικῶν κ. Παττακὸς ἐδέχθη σήμερον τὸν ὑπουργὸν κ. Παπαδημητρίου καὶ τὸν γενικὸν γραμματέα. Ἀπεφασίσθη ὅπως ἡ ἐπιτροπὴ συνέλθῃ ἐκ νέου διὰ τὴν μελέτην τῶν θεμάτων τὰ ὁποῖα ἀφοροῦν εἰς τὴν προστασίαν τοῦ περιβάλλοντος καὶ τὴν ἀνάπτυξιν τῶν περιοχῶν. Κατὰ τὴν συνεδρίασιν συνεζητήθησαν τὰ μέτρα τὰ ὁποῖα πρέπει νὰ ληφθοῦν ὑπὸ τῶν ἁρμοδίων ὑπηρεσιῶν διὰ τὴν ἐφαρμογὴν τῶν σχετικῶν διατάξεων καὶ τὴν ταχυτέραν διεκπεραίωσιν τῶν ὑποθέσεων. Ἐπίσης ἐξητάσθη τὸ ζήτημα τῆς χρηματοδοτήσεως τῶν ἔργων ὑπὸ τῶν τραπεζῶν καὶ τοῦ δημοσίου, ὡς καὶ ἡ συμμετοχὴ τῶν ἰδιωτῶν εἰς τὰς ἐπενδύσεις. ΑΘΗΝΑΙ, 4.— Ὁ ἀντιπρόεδρος τῆς κυβερνήσεως καὶ ὑπουργὸς ἐσωτερικῶν κ. Παττακὸς ἐδέχθη σήμερον τὸν ὑπουργὸν κ. Παπαδημητρίου καὶ τὸν γενικὸν γραμματέα. Ἀπεφασίσθη ὅπως ἡ ἐπιτροπὴ συνέλθῃ ἐκ νέου διὰ τὴν μελέτην τῶν θεμάτων τὰ ὁποῖα ἀφοροῦν εἰς τὴν προστασίαν τοῦ περιβάλλοντος καὶ τὴν ἀνάπτυξιν τῶν περιοχῶν. Κατὰ τὴν συνεδρίασιν συνεζ <box>797 395 944 558</box>
article-text: ΑΘΗΝΑΙ, 4.— Ὁ ἀντιπρόεδρος τῆς κυβερνήσεως καὶ ὑπουργὸς ἐσωτερικῶν κ. Παττακὸς ἐδέχθη σήμερον τὸν ὑπουργὸν κ. Παπαδημητρίου καὶ τὸν γενικὸν γραμματέα. Ἀπεφασίσθη ὅπως ἡ ἐπιτροπὴ συνέλθῃ ἐκ νέου διὰ τὴν μελέτην τῶν θεμάτων τὰ ὁποῖα ἀφοροῦν εἰς τὴν προστασίαν τοῦ περιβάλλοντος καὶ τὴν ἀνάπτυξιν τῶν περιοχῶν. Κατὰ τὴν συνεδρίασιν συνεζητήθησαν τὰ μέτρα τὰ ὁποῖα πρέπει νὰ ληφθοῦν ὑπὸ τῶν ἁρμοδίων ὑπηρεσιῶν διὰ τὴν ἐφαρμογὴν τῶν σχετικῶν διατάξεων καὶ τὴν ταχυτέραν διεκπεραίωσιν τῶν ὑποθέσεων. Ἐπίσης ἐξητάσθη τὸ ζήτημα τῆς χρηματοδοτήσεως τῶν ἔργων ὑπὸ τῶν τραπεζῶν καὶ τοῦ δημοσίου, ὡς καὶ ἡ συμμετοχὴ τῶν ἰδιωτῶν εἰς τὰς ἐπενδύσεις. ΑΘΗΝΑΙ, 4.— Ὁ ἀντιπρόεδρος τῆς κυβερνήσεως καὶ ὑπουργὸς ἐσωτερικῶν κ. Παττακὸς ἐδέχθη σήμερον τὸν ὑπουργὸν κ. Παπαδημητρίου καὶ τὸν γενικὸν γραμματέα. Ἀπεφασίσθη ὅπως ἡ ἐπιτροπὴ συνέλθῃ ἐκ νέου <box>316 1707 463 1847</box>
column-rule <box>952 0 953 1939</box>
headline: Η ΠΡΑΞΙΣ ΔΙΟΡΙΣΜΟΥ ΥΠΑΛΛΗΛΩΝ ΕΚ ΣΧΕΣΕΙ ΙΔΙΩΤΙΚΟΥ ΔΙΚΑΙΟΥ <box>811 766 931 797</box>
column-4 <box>792 0 949 2576</box>
subheadline: ΣΥΝΕΔΡΙΑΣΙΣ ΕΠΙΤΡΟΠΗΣ ΔΙΑ ΤΗΝ ΑΠΟΤΑΜΙΕΥΣΙΝ ΕΙΣ ΤΗΝ ΙΟΝΙΚΗΝ ΤΡΑΠΕΖΑΝ <box>13 258 292 281</box>
headline: ΔΕΝ ΕΠΕΤΕΥΧΘΗ ΕΙΣΕΤΙ ΑΝΑΝΕΩΣΙΣ ΤΗΣ ΣΥΜΦΩΝΙΑΣ ΜΕ ΤΟ ΚΛΙΜΑΚΙΟΝ ΤΟΥ ΔΙΕΘΝΟΥΣ ΕΡΥΘΡΟΥ ΣΤΑΥΡΟΥ <box>987 41 1287 87</box>
article <box>479 777 782 901</box>
article-text: ΑΘΗΝΑΙ, 4.— Ὁ ἀντιπρόεδρος τῆς κυβερνήσεως καὶ ὑπουργὸς ἐσωτερικῶν κ. Παττακὸς ἐδέχθη σήμερον τὸν ὑπουργὸν κ. Παπαδημητρίου καὶ τὸν γενικὸν γραμματέα. Ἀπεφασίσθη ὅπως ἡ ἐπιτροπὴ συνέλθῃ ἐκ νέου διὰ τὴν μελέτην τῶν θεμάτων τὰ ὁποῖα ἀφοροῦν εἰς τὴν προστασίαν τοῦ περιβάλλοντος καὶ τὴν ἀνάπτυξιν τῶν περιοχῶν. Κατὰ τὴν συνεδρίασιν συνεζητήθησαν τὰ μέτρα τὰ ὁποῖα πρέπει νὰ ληφθοῦν ὑπὸ τῶν ἁρμοδίων ὑπηρεσιῶν διὰ τὴν ἐφαρμογὴν τῶν σχετικῶν διατάξεων καὶ τὴν ταχυτέραν διεκπεραίωσιν τῶν ὑποθέσεων. Ἐπίσης ἐξητάσθη τὸ ζήτημα τῆς χρηματοδοτήσεως τῶν ἔργων ὑπὸ τῶν τραπεζῶν καὶ τοῦ δημοσίου, ὡς καὶ ἡ συμμετοχὴ τῶν ἰδιωτῶν εἰς τὰς ἐπενδύσεις. ΑΘΗΝΑΙ, 4.— Ὁ ἀντιπρόεδρος τῆς κυβερνήσεως καὶ ὑπουργὸς ἐσωτερικῶν κ. Παττακὸς ἐδέχθη σήμερον τὸν ὑπουργὸν κ. Παπαδημητρίου καὶ τὸν γενικὸν γραμματέα. Ἀπεφασίσθη ὅπως ἡ ἐπιτροπὴ συνέλθῃ ἐκ νέου διὰ τὴν μελέτην τῶν θεμάτων τὰ ὁποῖα ἀφοροῦν εἰς τὴν προστασίαν τοῦ περιβάλλοντος καὶ τὴν ἀνάπτυξιν τῶν περιοχῶν. Κατὰ τὴν συνεδρίασι <box>479 531 782 609</box>
headline: ΠΛΗΡΩΣΙΣ ΘΕΣΕΩΣ ΔΙΕΥΘΥΝΤΟΥ ΚΛΙΝΙΚΗΣ ΕΙΣ ΤΟ ΚΕΝΤΡΟΝ ΝΟΣΗΜΑΤΩΝ ΘΩΡΑΚΟΣ <box>22 1045 283 1092</box>
article-text: ΑΘΗΝΑΙ, 4.— Ὁ ἀντιπρόεδρος τῆς κυβερνήσεως καὶ ὑπουργὸς ἐσωτερικῶν κ. Παττακὸς ἐδέχθη σήμερον τὸν ὑπουργὸν κ. Παπαδημητρίου καὶ τὸν γενικὸν γραμματέα. Ἀπεφασίσθη ὅπως ἡ ἐπιτροπὴ συνέλθῃ ἐκ νέου διὰ τὴν μελέτην τῶν θεμάτων τὰ ὁποῖα ἀφοροῦν εἰς τὴν προστασίαν τοῦ περιβάλλοντος καὶ τὴν ἀνάπτυξιν τῶν περιοχῶν. Κατὰ τὴν συνεδρίασιν συνεζητήθησαν τὰ μέτρα τὰ ὁποῖα πρέπει νὰ ληφθοῦν ὑπὸ τῶν ἁρμοδίων ὑπηρεσιῶν διὰ τὴν ἐφαρμογὴν τῶν σχετικῶν διατάξεων καὶ τὴν ταχυτέραν διεκπεραίωσιν τῶν ὑποθέσεων. Ἐπίσης ἐξητάσθη τὸ ζήτημα τῆς χρηματοδοτήσεως τῶν ἔργων ὑπὸ τῶν τραπεζῶν καὶ τοῦ δημοσίου, ὡς καὶ ἡ συμμετοχὴ τῶν ἰδιωτῶν εἰς τὰς ἐπενδύσεις. ΑΘΗΝΑΙ, 4.— Ὁ ἀντιπρόεδρος τῆς κυβερνήσεως καὶ ὑπουργὸς ἐσωτερικῶν κ. Παττακὸς ἐδέχθη σήμερον τὸν ὑπουργὸν κ. Παπαδημητρίου καὶ τὸν γενικὸν γραμματέα. Ἀπεφασίσθη ὅπως ἡ ἐπιτροπὴ συνέλθῃ ἐκ νέου διὰ τὴν μελέτην τῶν θεμάτων τὰ ὁποῖα ἀφοροῦν εἰς τὴν προστασίαν τοῦ περιβάλλοντος καὶ τὴν ἀνάπτυξιν τῶν περιοχῶν. Κατὰ τὴν συν <box>316 1314 463 1477</box>
doctor-entry <box>5 1316 300 1324</box>
article <box>960 42 1313 243</box>
article-text: ΑΘΗΝΑΙ, 4.— Ὁ ἀντιπρόεδρος τῆς κυβερνήσεως καὶ ὑπουργὸς ἐσωτερικῶν κ. Παττακὸς ἐδέχθη σήμερον τὸν ὑπουργὸν κ. Παπαδημητρίου καὶ τὸν γενικὸν γραμματέα. Ἀπεφασίσθη ὅπως ἡ ἐπιτροπὴ συνέλθῃ ἐκ νέου διὰ τὴν μελέτην τῶν θεμάτων τὰ ὁποῖα ἀφοροῦν εἰς τὴν προστασίαν τοῦ περιβάλλοντος καὶ τὴν ἀνάπτυξιν τῶν περιοχῶν. Κατὰ τὴν συνεδρίασιν συνεζητήθησαν τὰ μέτρα τὰ ὁποῖα πρέπει νὰ ληφθοῦν ὑπὸ τῶν ἁρμοδίων ὑπηρεσιῶν διὰ τὴν ἐφαρμογὴν τῶν σχετικῶν διατάξεων καὶ τὴν ταχυτέραν διεκπεραίωσιν τῶν ὑποθέσεων. Ἐπίσης ἐξητάσθη τὸ ζήτημα τῆς χρηματοδοτήσεως τῶν ἔργων ὑπὸ τῶν τραπεζῶν καὶ τοῦ δημοσίου, ὡς καὶ ἡ συμμετοχὴ τῶν ἰδιωτῶν εἰς τὰς ἐπενδύσεις. ΑΘΗΝΑΙ, 4.— Ὁ ἀντιπρόεδρος τῆς κυβερνήσεως καὶ ὑπουργὸς ἐσωτερικῶν κ. Παττακὸς ἐδέχθη σήμερον τὸν ὑπουργὸν κ. Παπαδημητρίου καὶ τὸν γενικὸν γραμματέα. Ἀπεφασίσθη ὅπως ἡ ἐπιτροπὴ συ <box>5 114 300 184</box>
subheadline: ΟΙ ΝΕΑΡΟΙ ΑΕΡΟΠΕΙΡΑΤΑΙ <box>577 1179 684 1188</box>
headline: ΒΡΑΒΕΙΑ ΑΠΕΝΕΜΗΘΗΣΑΝ ΥΠΟ ΤΡΑΠΕΖΗΣ ΕΙΣ ΤΟΥΣ ΑΡΙΣΤΕΥΣΑΝΤΑΣ ΑΝΩΤΑΤΩΝ ΣΧΟΛΩΝ <box>34 467 271 514</box>
doctor-entry <box>5 1326 300 1334</box>
article <box>5 1267 300 1537</box>
article-text: ΑΘΗΝΑΙ, 4.— Ὁ ἀντιπρόεδρος τῆς κυβερνήσεως καὶ ὑπουργὸς ἐσωτερικῶν κ. Παττακὸς ἐδέχθη σήμερον τὸν ὑπουργὸν κ. Παπαδημητρίου καὶ τὸν γενικὸν γραμματέα. Ἀπεφασίσθη ὅπως ἡ ἐπιτροπὴ συνέλθῃ ἐκ νέου διὰ τὴν μελέτην τῶν θεμάτων τὰ ὁποῖα ἀφοροῦν εἰς τὴν προστασίαν τοῦ περιβάλλοντος καὶ τὴν ἀνάπτυξιν τῶν περιοχῶν. Κατὰ τὴν συνεδρίασιν συνεζητήθησαν τὰ μέτρα τὰ ὁποῖα πρέπει νὰ ληφθοῦν ὑπὸ τῶν ἁρμοδίων ὑπηρεσιῶν διὰ τὴν ἐφαρμογὴν τῶν σχετικῶν διατάξεων καὶ τὴν ταχυτέραν διεκπεραίωσιν τῶν ὑποθέσεων. Ἐπίσης ἐξητάσθη τὸ ζήτημα τῆς χρηματοδοτήσεως τῶν ἔργων ὑπὸ τῶν τραπεζῶν καὶ τοῦ δημοσίου, ὡς καὶ ἡ συμμετοχὴ τῶν ἰδιωτῶν εἰς τὰς ἐπενδύσεις. ΑΘΗΝΑΙ, 4.— Ὁ ἀντιπρόεδρος τῆς κυβερνήσεως καὶ ὑπουργὸς ἐσωτερικῶν κ. Παττακὸς ἐδέχθη σήμερον τὸν ὑπουργὸν κ. Παπαδημητρίου καὶ τὸν γενικὸν γραμματέα. Ἀπεφασίσθη ὅπως ἡ ἐπιτροπὴ συνέλθῃ ἐκ νέου διὰ τὴν <box>479 699 782 769</box>
article-text: ΑΘΗΝΑΙ, 4.— Ὁ ἀντιπρόεδρος τῆς κυβερνήσεως καὶ ὑπουργὸς ἐσωτερικῶν κ. Παττακὸς ἐδέχθη σήμερον τὸν ὑπουργὸν κ. Παπαδημητρίου καὶ τὸν γενικὸν γραμματέα. Ἀπεφασίσθη ὅπως ἡ ἐπιτροπὴ συνέλθῃ ἐκ νέου διὰ τὴν μελέτην τῶν θεμάτων τὰ ὁποῖα ἀφοροῦν εἰς τὴν προστασίαν τοῦ περιβάλλοντος καὶ τὴν ἀνάπτυξιν τῶν περιοχῶν. Κατὰ τὴν συνεδρίασιν συνεζητήθησαν τὰ μέτρα τὰ ὁποῖα πρέπει νὰ ληφθοῦν ὑπὸ τῶν ἁρμοδίων ὑπηρεσιῶν διὰ τὴν ἐφαρμογὴν τῶν σχετικῶν διατάξεων καὶ τὴν ταχυτέραν διεκπεραίωσιν τῶν ὑποθέσεων. Ἐπίσης ἐξητάσθη τὸ ζήτημα τῆς χρηματοδοτήσεως τῶν ἔργων ὑπὸ τῶν τραπεζῶν καὶ τοῦ δημοσίου, ὡς καὶ ἡ συμμετοχὴ τῶν ἰδιωτῶν εἰς τὰς ἐπενδύσεις. ΑΘΗΝΑΙ, 4.— Ὁ ἀντιπρόεδρος τῆς κυβερνήσεως καὶ ὑπουργὸς ἐσωτερικῶν κ. Παττακὸς ἐδέχθη σήμερον τὸν ὑπουργὸν κ. Παπαδημητρίου καὶ τὸν γενικὸν γραμματέα. Ἀπεφασίσθη ὅπως ἡ ἐπιτροπὴ συνέλθῃ <box>960 1145 1313 1207</box>
article <box>5 1040 300 1259</box>
doctor-entry <box>5 1365 300 1374</box>
article-text: ΑΘΗΝΑΙ, 4.— Ὁ ἀντιπρόεδρος τῆς κυβερνήσεως καὶ ὑπουργὸς ἐσωτερικῶν κ. Παττακὸς ἐδέχθη σήμερον τὸν ὑπουργὸν κ. Παπαδημητρίου καὶ τὸν γενικὸν γραμματέα. Ἀπεφασίσθη ὅπως ἡ ἐπιτροπὴ συνέλθῃ ἐκ νέου διὰ τὴν μελέτην τῶν θεμάτων τὰ ὁποῖα ἀφοροῦν εἰς τὴν προστασίαν τοῦ περιβάλλοντος καὶ τὴν ἀνάπτυξιν τῶν περιοχῶν. Κατὰ τὴν συνεδρίασιν συνεζητήθησαν τὰ μέτρα τὰ ὁποῖα πρέπει νὰ ληφθοῦν ὑπὸ τῶν ἁρμοδίων ὑπηρεσιῶν διὰ τὴν ἐφαρμογὴν τῶν σχετικῶν διατάξεων καὶ τὴν ταχυτέραν διεκπεραίωσιν τῶν ὑποθέσεων. Ἐπίσης ἐξητάσθη τὸ ζήτημα τῆς χρηματοδοτήσεως τῶν ἔργων ὑπὸ τῶν τραπεζῶν καὶ τοῦ δημοσίου, ὡς καὶ ἡ συμμετοχὴ τῶν ἰδιωτῶν εἰς τὰς ἐπενδύσεις. ΑΘΗΝΑΙ, 4.— Ὁ ἀντιπρόεδρος τῆς κυβερνήσεως καὶ ὑπουργὸς ἐσωτερικῶν κ. Παττακὸς ἐδέχθη σήμερον τὸν ὑπουργὸν κ. Παπαδημητρίου καὶ τὸν γενικὸν γραμματέα. Ἀπεφασίσθη ὅπως ἡ ἐπιτροπὴ συνέλθῃ ἐκ νέου διὰ τὴν μελέτην τῶν θεμάτων τὰ ὁποῖα ἀφοροῦν εἰς τὴν προστασίαν τοῦ περιβάλλοντος καὶ τὴν ἀνάπτυξιν τῶν περιοχῶν. Κατὰ <box>479 1098 782 1176</box>
divider <box>479 909 782 912</box>
article-text: ΑΘΗΝΑΙ, 4.— Ὁ ἀντιπρόεδρος τῆς κυβερνήσεως καὶ ὑπουργὸς ἐσωτερικῶν κ. Παττακὸς ἐδέχθη σήμερον τὸν ὑπουργὸν κ. Παπαδημητρίου καὶ τὸν γενικὸν γραμματέα. Ἀπεφασίσθη ὅπως ἡ ἐπιτροπὴ συνέλθῃ ἐκ νέου διὰ τὴν μελέτην τῶν θεμάτων τὰ ὁποῖα ἀφοροῦν εἰς τὴν προστασίαν τοῦ περιβάλλοντος καὶ τὴν ἀνάπτυξιν τῶν περιοχῶν. Κατὰ τὴν συνεδρίασιν συνεζητήθησαν τὰ μέτρα τὰ ὁποῖα πρέπει νὰ ληφθοῦν ὑπὸ τῶν ἁρμοδίων ὑπηρεσιῶν διὰ τὴν ἐφαρμογὴν τῶν σχετικῶν διατάξεων καὶ τὴν ταχυτέραν διεκπεραίωσιν τῶν ὑποθέσεων. Ἐπίσης ἐξητάσθη τὸ ζήτημα τῆς χρηματοδοτήσεως τῶν ἔργων ὑπὸ τῶν τραπεζῶν καὶ τοῦ δημοσίου, ὡς καὶ ἡ συμμετοχὴ τῶν ἰδιωτῶν εἰς τὰς ἐπενδύσεις. ΑΘΗΝΑΙ, 4.— Ὁ ἀντιπρόεδρος τῆς κυβερνήσεως καὶ ὑπουργὸς ἐσωτερικῶν κ. Παττακὸς ἐδέχθη σήμερον τὸν ὑπουργὸν κ. Παπαδημητρίου καὶ τὸν γενικὸν γραμματέα. Ἀπεφασίσθη ὅπως ἡ ἐπιτροπὴ συνέλθῃ ἐκ νέου διὰ τὴν μελέτην τῶν θεμάτων τὰ ὁποῖα ἀφοροῦν εἰς τὴν προστασίαν τοῦ περιβάλλοντος καὶ τὴν ἀνάπτυξιν τῶν περιοχῶν. Κατὰ τὴν συ <box>797 1343 944 1506</box>
divider <box>5 1040 300 1043</box>
article-text: ΑΘΗΝΑΙ, 4.— Ὁ ἀντιπρόεδρος τῆς κυβερνήσεως καὶ ὑπουργὸς ἐσωτερικῶν κ. Παττακὸς ἐδέχθη σήμερον τὸν ὑπουργὸν κ. Παπαδημητρίου καὶ τὸν γενικὸν γραμματέα. Ἀπεφασίσθη ὅπως ἡ ἐπιτροπὴ συνέλθῃ ἐκ νέου διὰ τὴν μελέτην τῶν θεμάτων τὰ ὁποῖα ἀφοροῦν εἰς τὴν προστασίαν τοῦ περιβάλλοντος καὶ τὴν ἀνάπτυξιν τῶν περιοχῶν. Κατὰ τὴν συνεδρίασιν συνεζητήθησαν τὰ μέτρα τὰ ὁποῖα πρέπει νὰ ληφθοῦν ὑπὸ τῶν ἁρμοδίων ὑπηρεσιῶν διὰ τὴν ἐφαρμογὴν τῶν σχετικῶν διατάξεων καὶ τὴν ταχυτέραν διεκπεραίωσιν τῶν ὑποθέσεων. Ἐπίσης ἐξητάσθη τὸ ζήτημα τῆς χρηματοδοτήσεως τῶν ἔργων ὑπὸ τῶν τραπεζῶν καὶ τοῦ δημοσίου, ὡς καὶ ἡ συμμετοχὴ τῶν ἰδιωτῶν εἰς τὰς ἐπενδύσεις. ΑΘΗΝΑΙ, 4.— Ὁ ἀντιπρόεδρος τῆς κυβερνήσεως καὶ ὑπουργὸς ἐσωτερικῶν κ. Παττακὸς ἐδέχθη σήμερον τὸν ὑπουργὸν κ. Παπαδημητρίου καὶ τὸν γενικὸν γραμματέα. Ἀπεφασίσθη ὅπως ἡ ἐπιτροπὴ συνέλθῃ ἐκ νέου διὰ τὴν μελέτην τῶν θεμάτων τὰ ὁποῖα ἀφοροῦν εἰς τὴν προστασίαν τοῦ περιβάλλοντος καὶ τὴν ἀνάπτυξιν τῶν περιοχῶν. Κατὰ τὴν συνεδρίασιν συνεζητήθησαν τὰ μέτρα τὰ ὁποῖα πρέπει νὰ ληφθοῦν <box>960 109 1313 179</box>
divider <box>5 1267 300 1270</box>
doctor-name: ΣΤΑΜΑΤΙΟΣ Β. ΣΤΑΜΑΤΙΟΥ <box>5 1315 100 1324</box>
article-text: ΑΘΗΝΑΙ, 4.— Ὁ ἀντιπρόεδρος τῆς κυβερνήσεως καὶ ὑπουργὸς ἐσωτερικῶν κ. Παττακὸς ἐδέχθη σήμερον τὸν ὑπουργὸν κ. Παπαδημητρίου καὶ τὸν γενικὸν γραμματέα. Ἀπεφασίσθη ὅπως ἡ ἐπιτροπὴ συνέλθῃ ἐκ νέου διὰ τὴν μελέτην τῶν θεμάτων τὰ ὁποῖα ἀφοροῦν εἰς τὴν προστασίαν τοῦ περιβάλλοντος καὶ τὴν ἀνάπτυξιν τῶν περιοχῶν. Κατὰ τὴν συνεδρίασιν συνεζητήθησαν τὰ μέτρα τὰ ὁποῖα πρέπει νὰ ληφθοῦν ὑπὸ τῶν ἁρμοδίων ὑπηρεσιῶν διὰ τὴν ἐφαρμογὴν τῶν σχετικῶν διατάξεων καὶ τὴν ταχυτέραν διεκπεραίωσιν τῶν ὑποθέσεων. Ἐπίσης ἐξητάσθη τὸ ζήτημα τῆς χρηματοδοτήσεως τῶν ἔργων ὑπὸ τῶν τραπεζῶν καὶ τοῦ δημοσίου, ὡς καὶ ἡ συμμετοχὴ τῶν ἰδιωτῶν εἰς τὰς ἐπενδύσεις. ΑΘΗΝΑΙ, 4.— Ὁ ἀντιπρόεδρος τῆς κυβερνήσεως καὶ ὑπουργὸς ἐσωτερικῶν κ. Παττακὸς ἐδέχθη σήμερον τὸν ὑπουργὸν κ. Παπαδημητρίου καὶ τὸν γενικὸν γραμματέα. Ἀπεφασίσθη ὅπως ἡ ἐπιτροπὴ συνέλθῃ ἐκ νέου διὰ τὴν μελέτην τῶν θεμάτων τὰ ὁποῖα ἀφοροῦν εἰς τὴν προστασίαν τοῦ περιβάλλοντος καὶ τὴν ἀνάπτυξιν τῶν <box>797 216 944 371</box>
article <box>479 3 782 455</box>
headline: Ο κ. ΦΘΕΝΑΚΗΣ ΑΝΕΧΩΡΗΣΕΝ ΕΙΣ ΟΥΑΣΙΓΚΤΩΝ <box>826 940 915 971</box>
article-text: ΑΘΗΝΑΙ, 4.— Ὁ ἀντιπρόεδρος τῆς κυβερνήσεως καὶ ὑπουργὸς ἐσωτερικῶν κ. Παττακὸς ἐδέχθη σήμερον τὸν ὑπουργὸν κ. Παπαδημητρίου καὶ τὸν γενικὸν γραμματέα. Ἀπεφασίσθη ὅπως ἡ ἐπιτροπὴ συνέλθῃ ἐκ νέου διὰ τὴν μελέτην τῶν θεμάτων τὰ ὁποῖα ἀφοροῦν εἰς τὴν προστασίαν τοῦ περιβάλλοντος καὶ τὴν ἀνάπτυξιν τῶν περιοχῶν. Κατὰ τὴν συνεδρίασιν συνεζητήθησαν τὰ μέτρα τὰ ὁποῖα πρέπει νὰ ληφθοῦν ὑπὸ τῶν ἁρμοδίων ὑπηρεσιῶν διὰ τὴν ἐφαρμογὴν τῶν σχετικῶν διατάξεων καὶ τὴν ταχυτέραν διεκπεραίωσιν τῶν ὑποθέσεων. Ἐπίσης ἐξητάσθη τὸ ζήτημα τῆς χρηματοδοτήσεως τῶν ἔργων ὑπὸ τῶν τραπεζῶν καὶ τοῦ δημοσίου, ὡς καὶ ἡ συμμετοχὴ τῶν ἰδιωτῶν εἰς τὰς ἐπενδύσεις. ΑΘΗΝΑΙ, 4.— Ὁ ἀντιπρόεδρος τῆς κυβερνήσεως καὶ ὑπουργὸς ἐσωτερικῶν κ. Παττακὸς ἐδέχθη σήμερον τὸν ὑπουργὸν κ. Παπαδημητρίου καὶ τὸν γενικὸν γραμματέα. Ἀπεφασίσθη ὅπως ἡ ἐπιτροπὴ συνέλθῃ ἐκ νέου διὰ τὴν μελέτην τῶν θεμάτων τὰ ὁποῖα ἀφοροῦν εἰς τὴν προστασίαν τοῦ περιβάλλοντος καὶ τὴν ἀνάπτυξιν τῶν περιοχῶν. Κατὰ τὴν συνεδρίασιν συνεζητήθησαν τὰ μέτρα τὰ ὁποῖα πρέ <box>479 611 782 698</box>
article-text: ΑΘΗΝΑΙ, 4.— Ὁ ἀντιπρόεδρος τῆς κυβερνήσεως καὶ ὑπουργὸς ἐσωτερικῶν κ. Παττακὸς ἐδέχθη σήμερον τὸν ὑπουργὸν κ. Παπαδημητρίου καὶ τὸν γενικὸν γραμματέα. Ἀπεφασίσθη ὅπως ἡ ἐπιτροπὴ συνέλθῃ ἐκ νέου διὰ τὴν μελέτην τῶν θεμάτων τὰ ὁποῖα ἀφοροῦν εἰς τὴν προστασίαν τοῦ περιβάλλοντος καὶ τὴν ἀνάπτυξιν τῶν περιοχῶν. Κατὰ τὴν συνεδρίασιν συνεζητήθησαν τὰ μέτρα τὰ ὁποῖα πρέπει νὰ ληφθοῦν ὑπὸ τῶν ἁρμοδίων ὑπηρεσιῶν διὰ τὴν ἐφαρμογὴν τῶν σχετικῶν διατάξεων καὶ τὴν ταχυτέραν διεκπεραίωσιν τῶν ὑποθέσεων. Ἐπίσης ἐξητάσθη τὸ ζήτημα τῆς χρηματοδοτήσεως τῶν ἔργων ὑπὸ τῶν τραπεζῶν καὶ τοῦ δημοσίου, ὡς καὶ ἡ συμμετοχὴ τῶν ἰδιωτῶν εἰς τὰς ἐπενδύσεις. ΑΘΗΝΑΙ, 4.— Ὁ ἀντιπρόεδρος τῆς κυβερνήσεως καὶ ὑπουργὸς ἐσωτερικῶν κ. Παττακὸς ἐδέχθη σήμερον τὸν ὑπουργὸν κ. Παπαδημητρίου καὶ τὸν γενικὸν γραμματέα. Ἀπεφασίσθη ὅπως ἡ ἐπιτροπὴ συνέλθῃ ἐκ νέου διὰ τὴν μελέτην τῶν θεμάτων τὰ ὁποῖα ἀφοροῦν εἰς τὴν προστασίαν τοῦ περιβάλλοντος καὶ τὴν ἀνάπτυξιν τῶν περιοχῶ <box>316 2224 463 2379</box>
article <box>316 3 463 2379</box>
divider <box>960 90 1313 92</box>
article-text: ΑΘΗΝΑΙ, 4.— Ὁ ἀντιπρόεδρος τῆς κυβερνήσεως καὶ ὑπουργὸς ἐσωτερικῶν κ. Παττακὸς ἐδέχθη σήμερον τὸν ὑπουργὸν κ. Παπαδημητρίου καὶ τὸν γενικὸν γραμματέα. Ἀπεφασίσθη ὅπως ἡ ἐπιτροπὴ συνέλθῃ ἐκ νέου διὰ τὴν μελέτην τῶν θεμάτων τὰ ὁποῖα ἀφοροῦν εἰς τὴν προστασίαν τοῦ περιβάλλοντος καὶ τὴν ἀνάπτυξιν τῶν περιοχῶν. Κατὰ τὴν συνεδρίασιν συνεζητήθησαν τὰ μέτρα τὰ ὁποῖα πρέπει νὰ ληφθοῦν ὑπὸ τῶν ἁρμοδίων ὑπηρεσιῶν διὰ τὴν ἐφαρμογὴν τῶν σχετικῶν διατάξεων καὶ τὴν ταχυτέραν διεκπεραίωσιν τῶν ὑποθέσεων. Ἐπίσης ἐξητάσθη τὸ ζήτημα τῆς χρηματοδοτήσεως τῶν ἔργων ὑπὸ τῶν τραπεζῶν καὶ τοῦ δημοσίου, ὡς καὶ ἡ συμμετοχὴ τῶν ἰδιωτῶν εἰς τὰς ἐπενδύσεις. ΑΘΗΝΑΙ, 4.— Ὁ ἀντιπρόεδρος τῆς κυβερνήσεως καὶ ὑπουργὸς ἐσωτερικῶν κ. Παττακὸς ἐδέχθη σήμερον τὸν ὑπουργὸν κ. Παπαδημητρίου καὶ τὸν γενικὸν γραμματέα. Ἀπεφασίσθη ὅπως ἡ ἐπιτροπὴ συνέλθῃ ἐκ νέου διὰ τὴν μελέτην τῶν θεμάτων τὰ ὁποῖα ἀφοροῦν εἰς τὴν προστα <box>479 306 782 376</box>
divider <box>479 464 782 466</box>
divider <box>960 764 1313 767</box>
column-rule <box>470 0 471 1939</box>
article-text: ΑΘΗΝΑΙ, 4.— Ὁ ἀντιπρόεδρος τῆς κυβερνήσεως καὶ ὑπουργὸς ἐσωτερικῶν κ. Παττακὸς ἐδέχθη σήμερον τὸν ὑπουργὸν κ. Παπαδημητρίου καὶ τὸν γενικὸν γραμματέα. Ἀπεφασίσθη ὅπως ἡ ἐπιτροπὴ συνέλθῃ ἐκ νέου διὰ τὴν μελέτην τῶν θεμάτων τὰ ὁποῖα ἀφοροῦν εἰς τὴν προστασίαν τοῦ περιβάλλοντος καὶ τὴν ἀνάπτυξιν τῶν περιοχῶν. Κατὰ τὴν συνεδρίασιν συνεζητήθησαν τὰ μέτρα τὰ ὁποῖα πρέπει νὰ ληφθοῦν ὑπὸ τῶν ἁρμοδίων ὑπηρεσιῶν διὰ τὴν ἐφαρμογὴν τῶν σχετικῶν διατάξεων καὶ τὴν ταχυτέραν διεκπεραίωσιν τῶν ὑποθέσεων. Ἐπίσης ἐξητάσθη τὸ ζήτημα τῆς χρηματοδοτήσεως τῶν ἔργων ὑπὸ τῶν τραπεζῶν καὶ τοῦ δημοσίου, ὡς καὶ ἡ συμμετοχὴ τῶν ἰδιωτῶν εἰς τὰς ἐπενδύσεις. ΑΘΗΝΑΙ, 4.— Ὁ ἀντιπρόεδρος τῆς κυβερνήσεως καὶ ὑπουργὸς ἐσωτερικῶν κ. Παττακὸς ἐδέχθη σήμερον τὸν ὑπουργὸν κ. Παπαδημητρίου καὶ τὸν γενικὸν γραμματέα. Ἀπεφασίσθη ὅπως ἡ ἐπιτροπὴ συνέλθῃ ἐ <box>5 1394 300 1464</box>
article <box>479 1048 782 1268</box>
article <box>960 764 1313 930</box>
doctor-name: Κ. ΕΥΘ. ΠΑΝΑΓΙΩΤΟΠΟΥΛΟΣ <box>5 1305 109 1314</box>
article-text: ΑΘΗΝΑΙ, 4.— Ὁ ἀντιπρόεδρος τῆς κυβερνήσεως καὶ ὑπουργὸς ἐσωτερικῶν κ. Παττακὸς ἐδέχθη σήμερον τὸν ὑπουργὸν κ. Παπαδημητρίου καὶ τὸν γενικὸν γραμματέα. Ἀπεφασίσθη ὅπως ἡ ἐπιτροπὴ συνέλθῃ ἐκ νέου διὰ τὴν μελέτην τῶν θεμάτων τὰ ὁποῖα ἀφοροῦν εἰς τὴν προστασίαν τοῦ περιβάλλοντος καὶ τὴν ἀνάπτυξιν τῶν περιοχῶν. Κατὰ τὴν συνεδρίασιν συνεζητήθησαν τὰ μέτρα τὰ ὁποῖα πρέπει νὰ ληφθοῦν ὑπὸ τῶν ἁρμοδίων ὑπηρεσιῶν διὰ τὴν ἐφαρμογὴν τῶν σχετικῶν διατάξεων καὶ τὴν ταχυτέραν διεκπεραίωσιν τῶν ὑποθέσεων. Ἐπίσης ἐξητάσθη τὸ ζήτημα τῆς χρηματοδοτήσεως τῶν ἔργων ὑπὸ τῶν τραπεζῶν καὶ τοῦ δημοσίου, ὡς καὶ ἡ συμμετοχὴ τῶν ἰδιωτῶν εἰς τὰς ἐπενδύσεις. ΑΘΗΝΑΙ, 4.— Ὁ ἀντιπρόεδρος τῆς κυβερνήσεως καὶ ὑπουργὸς ἐσωτερικῶν κ. Παττακὸς ἐδέχθη σήμερον τὸν ὑπουργὸν κ. Παπαδημητρίου καὶ τὸν γενικὸν γραμματέα. Ἀπεφασίσθη ὅπως ἡ ἐπιτροπὴ συνέλθῃ ἐκ νέου διὰ τὴν μελέτην τῶν θεμάτων τὰ ὁποῖα ἀφοροῦν εἰς τὴν προστασίαν τοῦ περιβάλλοντος καὶ τὴν ἀνάπτυξιν τῶν περιοχῶν. Κατὰ <box>5 1094 300 1171</box>
divider <box>960 938 1313 940</box>
article-text: ΑΘΗΝΑΙ, 4.— Ὁ ἀντιπρόεδρος τῆς κυβερνήσεως καὶ ὑπουργὸς ἐσωτερικῶν κ. Παττακὸς ἐδέχθη σήμερον τὸν ὑπουργὸν κ. Παπαδημητρίου καὶ τὸν γενικὸν γραμματέα. Ἀπεφασίσθη ὅπως ἡ ἐπιτροπὴ συνέλθῃ ἐκ νέου διὰ τὴν μελέτην τῶν θεμάτων τὰ ὁποῖα ἀφοροῦν εἰς τὴν προστασίαν τοῦ περιβάλλοντος καὶ τὴν ἀνάπτυξιν τῶν περιοχῶν. Κατὰ τὴν συνεδρίασιν συνεζητήθησαν τὰ μέτρα τὰ ὁποῖα πρέπει νὰ ληφθοῦν ὑπὸ τῶν ἁρμοδίων ὑπηρεσιῶν διὰ τὴν ἐφαρμογὴν τῶν σχετικῶν διατάξεων καὶ τὴν ταχυτέραν διεκπεραίωσιν τῶν ὑποθέσεων. Ἐπίσης ἐξητάσθη τὸ ζήτημα τῆς χρηματοδοτήσεως τῶν ἔργων ὑπὸ τῶν τραπεζῶν καὶ τοῦ δημοσίου, ὡς καὶ ἡ συμμετοχὴ τῶν ἰδιωτῶν εἰς τὰς ἐπενδύσεις. ΑΘΗΝΑΙ, 4.— Ὁ ἀντιπρόεδρος τῆς κυβερνήσεως καὶ ὑπουργὸς ἐσωτερικῶν κ. Παττακὸς ἐδέχθη σήμερον τὸν ὑπουργὸν κ. Παπαδημητρίου καὶ τὸν γενικὸν γραμματέα. Ἀπεφασίσθη ὅπως ἡ ἐπιτροπὴ συνέλθῃ ἐκ νέου διὰ τὴν μελέτην τῶν θεμάτων τὰ ὁποῖα ἀφοροῦ <box>960 803 1313 866</box>
article-text: ΑΘΗΝΑΙ, 4.— Ὁ ἀντιπρόεδρος τῆς κυβερνήσεως καὶ ὑπουργὸς ἐσωτερικῶν κ. Παττακὸς ἐδέχθη σήμερον τὸν ὑπουργὸν κ. Παπαδημητρίου καὶ τὸν γενικὸν γραμματέα. Ἀπεφασίσθη ὅπως ἡ ἐπιτροπὴ συνέλθῃ ἐκ νέου διὰ τὴν μελέτην τῶν θεμάτων τὰ ὁποῖα ἀφοροῦν εἰς τὴν προστασίαν τοῦ περιβάλλοντος καὶ τὴν ἀνάπτυξιν τῶν περιοχῶν. Κατὰ τὴν συνεδρίασιν συνεζητήθησαν τὰ μέτρα τὰ ὁποῖα πρέπει νὰ ληφθοῦν ὑπὸ τῶν ἁρμοδίων ὑπηρεσιῶν διὰ τὴν ἐφαρμογὴν τῶν σχετικῶν διατάξεων καὶ τὴν ταχυτέραν διεκπεραίωσιν τῶν ὑποθέσεων. Ἐπίσης ἐξητάσθη τὸ ζήτημα τῆς χρηματοδοτήσεως τῶν ἔργων ὑπὸ τῶν τραπεζῶν καὶ τοῦ δημοσίου, ὡς καὶ ἡ συμμετοχὴ τῶν ἰδιωτῶν εἰς τὰς ἐπενδύσεις. ΑΘΗΝΑΙ, 4.— Ὁ ἀντιπρόεδρος τῆς κυβερνήσεως καὶ ὑπουργὸς ἐσωτερικῶν κ. Παττακὸς ἐδέχθη σήμερον τὸν ὑπουργὸν κ. Παπαδημητρίου καὶ τὸν γενικὸν γραμματέα. Ἀπεφασίσθη ὅπως ἡ ἐπιτροπὴ συνέλθῃ ἐκ νέου διὰ τὴν μελέτην τῶν θεμάτων τὰ ὁποῖα ἀφοροῦν εἰς τὴν προστασίαν τοῦ περιβάλλοντος καὶ τὴν ἀνάπτυξιν τῶν περιοχῶν. Κατὰ τὴν συνεδρίασ <box>964 492 1310 563</box>
doctor-entry <box>5 1356 300 1364</box>
doctor-entry <box>5 1306 300 1314</box>
article-text: ΑΘΗΝΑΙ, 4.— Ὁ ἀντιπρόεδρος τῆς κυβερνήσεως καὶ ὑπουργὸς ἐσωτερικῶν κ. Παττακὸς ἐδέχθη σήμερον τὸν ὑπουργὸν κ. Παπαδημητρίου καὶ τὸν γενικὸν γραμματέα. Ἀπεφασίσθη ὅπως ἡ ἐπιτροπὴ συνέλθῃ ἐκ νέου διὰ τὴν μελέτην τῶν θεμάτων τὰ ὁποῖα ἀφοροῦν εἰς τὴν προστασίαν τοῦ περιβάλλοντος καὶ τὴν ἀνάπτυξιν τῶν περιοχῶν. Κατὰ τὴν συνεδρίασιν συνεζητήθησαν τὰ μέτρα τὰ ὁποῖα πρέπει νὰ ληφθοῦν ὑπὸ τῶν ἁρμοδίων ὑπηρεσιῶν διὰ τὴν ἐφαρμογὴν τῶν σχετικῶν διατάξεων καὶ τὴν ταχυτέραν διεκπεραίωσιν τῶν ὑποθέσεων. Ἐπίσης ἐξητάσθη τὸ ζήτημα τῆς χρηματοδοτήσεως τῶν ἔργων ὑπὸ τῶν τραπεζῶν καὶ τοῦ δημοσίου, ὡς καὶ ἡ συμμετοχὴ τῶν ἰδιωτῶν εἰς τὰς ἐπενδύσεις. ΑΘΗΝΑΙ, 4.— Ὁ ἀντιπρόεδρος τῆς κυβερνήσεως καὶ ὑπουργὸς ἐσωτερικῶν κ. Παττακὸς ἐδέχθη σήμερον τὸν ὑπουργὸν κ. Παπαδημητρίου καὶ τὸν γενικὸν γραμματέα. Ἀπεφασίσθη ὅπως ἡ ἐπιτροπὴ συνέλθῃ ἐκ νέου διὰ τὴν μελέτην τῶν θεμάτων τὰ ὁποῖα ἀφοροῦν εἰς τὴν προστασίαν τοῦ <box>316 44 463 192</box>
article-text: ΑΘΗΝΑΙ, 4.— Ὁ ἀντιπρόεδρος τῆς κυβερνήσεως καὶ ὑπουργὸς ἐσωτερικῶν κ. Παττακὸς ἐδέχθη σήμερον τὸν ὑπουργὸν κ. Παπαδημητρίου καὶ τὸν γενικὸν γραμματέα. Ἀπεφασίσθη ὅπως ἡ ἐπιτροπὴ συνέλθῃ ἐκ νέου διὰ τὴν μελέτην τῶν θεμάτων τὰ ὁποῖα ἀφοροῦν εἰς τὴν προστασίαν τοῦ περιβάλλοντος καὶ τὴν ἀνάπτυξιν τῶν περιοχῶν. Κατὰ τὴν συνεδρίασιν συνεζητήθησαν τὰ μέτρα τὰ ὁποῖα πρέπει νὰ ληφθοῦν ὑπὸ τῶν ἁρμοδίων ὑπηρεσιῶν διὰ τὴν ἐφαρμογὴν τῶν σχετικῶν διατάξεων καὶ τὴν ταχυτέραν διεκπεραίωσιν τῶν ὑποθέσεων. Ἐπίσης ἐξητάσθη τὸ ζήτημα τῆς χρηματοδοτήσεως τῶν ἔργων ὑπὸ τῶν τραπεζῶν καὶ τοῦ δημοσίου, ὡς καὶ ἡ συμμετοχὴ τῶν ἰδιωτῶν εἰς τὰς ἐπενδύσεις. ΑΘΗΝΑΙ, 4.— Ὁ ἀντιπρόεδρος τῆς κυβερνήσεως καὶ ὑπουργὸς ἐσωτερικῶν κ. Παττακὸς ἐδέχθη σήμερον τὸν ὑπουργὸν κ. Παπαδημητρίου καὶ τὸν γενικὸν γραμματέα. Ἀπεφασίσθη ὅπως ἡ ἐπιτροπὴ συνέλθῃ ἐκ νέου διὰ τὴν μελέτην τῶν θεμάτων τὰ ὁποῖα ἀφοροῦν εἰς τὴν προστασίαν τοῦ περιβάλλοντος καὶ τὴν ἀνάπτυξιν τῶν <box>316 216 463 371</box>
school-name: ΒΡΑΔΙΑ ΚΑΝΤΑΔΑΣ <box>350 2213 429 2222</box>
headline: ΣΥΛΛΗΨΙΣ ΕΙΣ ΤΗΝ ΔΡΑΜΑΝ <box>318 1301 461 1313</box>
article-text: ΑΘΗΝΑΙ, 4.— Ὁ ἀντιπρόεδρος τῆς κυβερνήσεως καὶ ὑπουργὸς ἐσωτερικῶν κ. Παττακὸς ἐδέχθη σήμερον τὸν ὑπουργὸν κ. Παπαδημητρίου καὶ τὸν γενικὸν γραμματέα. Ἀπεφασίσθη ὅπως ἡ ἐπιτροπὴ συνέλθῃ ἐκ νέου διὰ τὴν μελέτην τῶν θεμάτων τὰ ὁποῖα ἀφοροῦν εἰς τὴν προστασίαν τοῦ περιβάλλοντος καὶ τὴν ἀνάπτυξιν τῶν περιοχῶν. Κατὰ τὴν συνεδρίασιν συνεζητήθησαν τὰ μέτρα τὰ ὁποῖα πρέπει νὰ ληφθοῦν ὑπὸ τῶν ἁρμοδίων ὑπηρεσιῶν διὰ τὴν ἐφαρμογὴν τῶν σχετικῶν διατάξεων καὶ τὴν ταχυτέραν διεκπεραίωσιν τῶν ὑποθέσεων. Ἐπίσης ἐξητάσθη τὸ ζήτημα τῆς χρηματοδοτήσεως τῶν ἔργων ὑπὸ τῶν τραπεζῶν καὶ τοῦ δημοσίου, ὡς καὶ ἡ συμμετοχὴ τῶν ἰδιωτῶν εἰς τὰς ἐπενδύσεις. ΑΘΗΝΑΙ, 4.— Ὁ ἀντιπρόεδρος τῆς κυβερνήσεως καὶ ὑπουργὸς ἐσωτερικῶν κ. Παττακὸς ἐδέχθη σήμερον τὸν ὑπουργὸν κ. Παπαδημητρίου καὶ τὸν γενικὸν γραμματέα. Ἀπεφασίσθη ὅπως ἡ ἐπιτροπὴ συνέλθῃ ἐκ νέου διὰ τὴν μελέτην τῶν θεμάτων τὰ ὁποῖα ἀφοροῦν εἰς τὴν προστ <box>964 305 1310 367</box>
headline: ΣΕΜΙΝΑΡΙΟΝ ΔΙ' ΑΓΡΟΤΟΝΕΑΝΙΔΑΣ <box>343 1479 437 1500</box>
article-text: ΑΘΗΝΑΙ, 4.— Ὁ ἀντιπρόεδρος τῆς κυβερνήσεως καὶ ὑπουργὸς ἐσωτερικῶν κ. Παττακὸς ἐδέχθη σήμερον τὸν ὑπουργὸν κ. Παπαδημητρίου καὶ τὸν γενικὸν γραμματέα. Ἀπεφασίσθη ὅπως ἡ ἐπιτροπὴ συνέλθῃ ἐκ νέου διὰ τὴν μελέτην τῶν θεμάτων τὰ ὁποῖα ἀφοροῦν εἰς τὴν προστασίαν τοῦ περιβάλλοντος καὶ τὴν ἀνάπτυξιν τῶν περιοχῶν. Κατὰ τὴν συνεδρίασιν συνεζητήθησαν τὰ μέτρα τὰ ὁποῖα πρέπει νὰ ληφθοῦν ὑπὸ τῶν ἁρμοδίων ὑπηρεσιῶν διὰ τὴν ἐφαρμογὴν τῶν σχετικῶν διατάξεων καὶ τὴν ταχυτέραν διεκπεραίωσιν τῶν ὑποθέσεων. Ἐπίσης ἐξητάσθη τὸ ζήτημα τῆς χρηματοδοτήσεως τῶν ἔργων ὑπὸ τῶν τραπεζῶν καὶ τοῦ δημοσίου, ὡς καὶ ἡ συμμετοχὴ τῶν ἰδιωτῶν εἰς τὰς ἐπενδύσεις. ΑΘΗΝΑΙ, 4.— Ὁ ἀντιπρόεδρος τῆς κυβερνήσεως καὶ ὑπουργὸς ἐσωτερικῶν κ. Παττακὸς ἐδέχθη σήμερον τὸν ὑπουργὸν κ. Παπαδημητρίου καὶ τὸν γενικὸν γραμματέα. Ἀπεφασίσθη ὅπως ἡ ἐπιτροπὴ συνέλθῃ ἐκ νέου διὰ τὴν μελέτην τῶν θεμάτων τ <box>479 1393 782 1463</box>
headline: ΒΑΡΕΙΑ ΠΟΙΝΗ ΕΙΣ ΗΛΕΚΤΡΟΛΟΓΟΝ ΜΗΧΑΝΟΛΟΓΟΝ <box>343 1112 437 1143</box>
headline: ΕΜΗΝΥΣΕ ΤΡΙΑ ΑΤΟΜΑ ΔΙ' ΕΚΒΙΑΣΜΟΝ <box>1038 1132 1236 1144</box>
article-text: ΑΘΗΝΑΙ, 4.— Ὁ ἀντιπρόεδρος τῆς κυβερνήσεως καὶ ὑπουργὸς ἐσωτερικῶν κ. Παττακὸς ἐδέχθη σήμερον τὸν ὑπουργὸν κ. Παπαδημητρίου καὶ τὸν γενικὸν γραμματέα. Ἀπεφασίσθη ὅπως ἡ ἐπιτροπὴ συνέλθῃ ἐκ νέου διὰ τὴν μελέτην τῶν θεμάτων τὰ ὁποῖα ἀφοροῦν εἰς τὴν προστασίαν τοῦ περιβάλλοντος καὶ τὴν ἀνάπτυξιν τῶν περιοχῶν. Κατὰ τὴν συνεδρίασιν συνεζητήθησαν τὰ μέτρα τὰ ὁποῖα πρέπει νὰ ληφθοῦν ὑπὸ τῶν ἁρμοδίων ὑπηρεσιῶν διὰ τὴν ἐφαρμογὴν τῶν σχετικῶν διατάξεων καὶ τὴν ταχυτέραν διεκπεραίωσιν τῶν ὑποθέσεων. Ἐπίσης ἐξητάσθη τὸ ζήτημα τῆς χρηματοδοτήσεως τῶν ἔργων ὑπὸ τῶν τραπεζῶν καὶ τοῦ δημοσίου, ὡς καὶ ἡ συμμετοχὴ τῶν ἰδιωτῶν εἰς τὰς ἐπενδύσεις. ΑΘΗΝΑΙ, 4.— Ὁ ἀντιπρόεδρος τῆς κυβερνήσεως καὶ ὑπουργὸς ἐσωτερικῶν κ. Παττακὸς ἐδέχθη σήμερον τὸν ὑπουργὸν κ. Παπαδημητρίου καὶ τὸν γενικὸν γραμματέα. Ἀπεφασίσθη ὅπως ἡ ἐπιτροπὴ συνέλθῃ ἐκ νέου διὰ τὴν μελέτην τῶν θεμάτων τὰ ὁποῖα <box>316 1892 463 2040</box>
headline: ΠΡΟΣΗΡΑΞΕ ΤΟ ΜΟΤΟΡΣΙΠ «ΘΕΑΝΩ» <box>802 194 939 215</box>
divider <box>5 821 300 824</box>
article <box>960 251 1313 446</box>
divider <box>5 462 300 464</box>
article <box>5 821 300 1032</box>
article <box>960 576 1313 756</box>
